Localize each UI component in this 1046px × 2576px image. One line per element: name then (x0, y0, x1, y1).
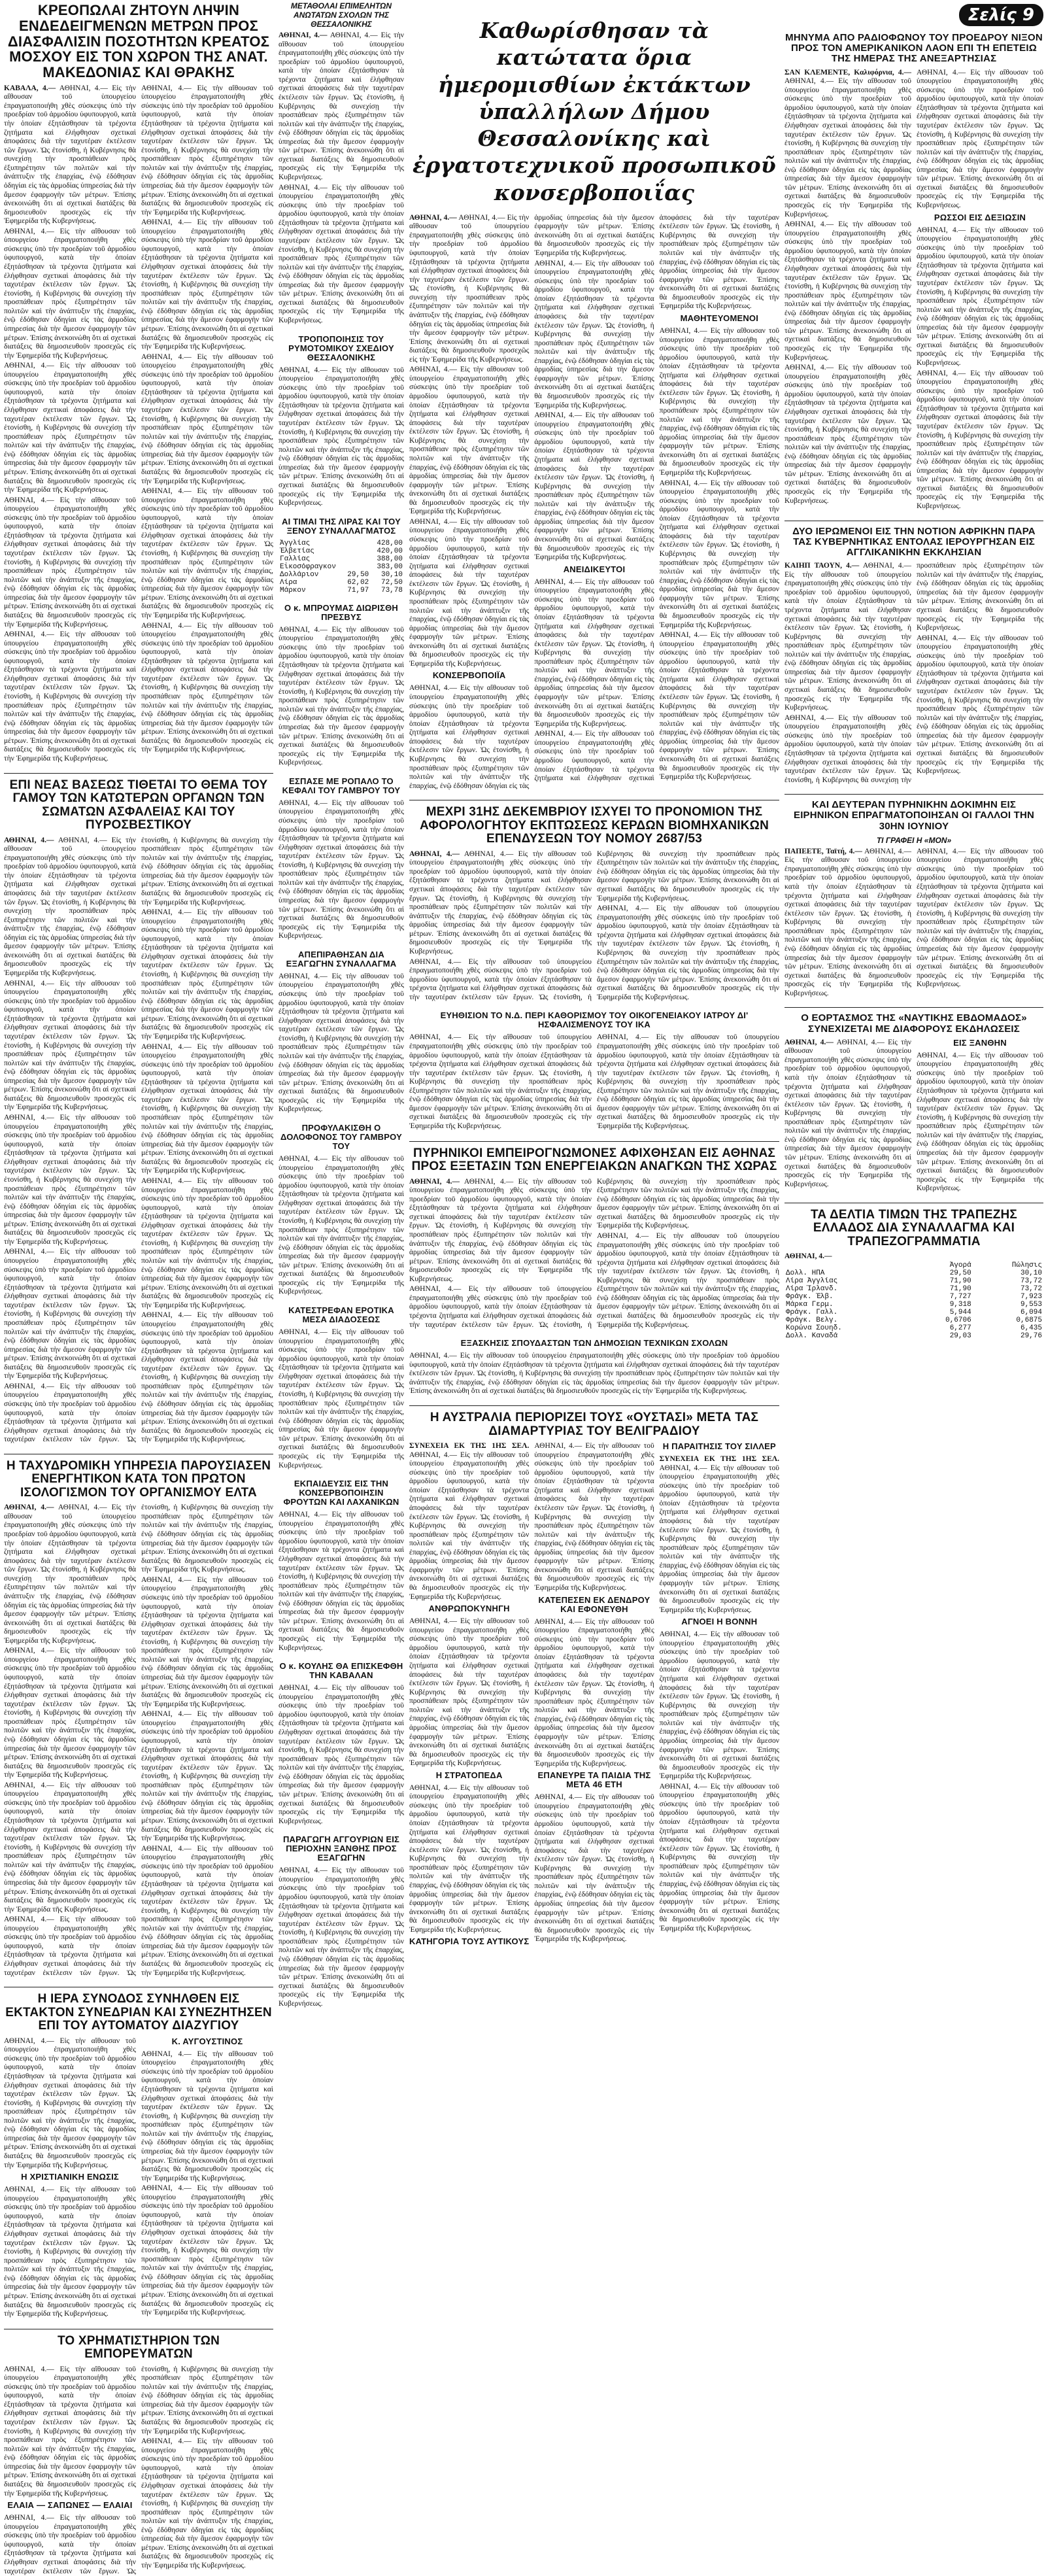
story-lead-wages (409, 17, 779, 791)
story-ambassador: Ο κ. ΜΠΡΟΥΜΑΣ ΔΙΩΡΙΣΘΗ ΠΡΕΣΒΥΣ ΑΘΗΝΑΙ, 4.— Εἰς τὴν αἴθουσαν τοῦ ὑπουργείου ἐπραγματοποιήθη χθὲς σύσκεψις ὑπὸ τὴν προεδρίαν τοῦ ἁρμοδίου ὑφυπουργοῦ, κατὰ τὴν ὁποίαν ἐξητάσθησαν τὰ τρέχοντα ζητήματα καὶ ἐλήφθησαν σχετικαὶ ἀποφάσεις διὰ τὴν ταχυτέραν ἐκτέλεσιν τῶν ἔργων. Ὡς ἐτονίσθη, ἡ Κυβέρνησις θὰ συνεχίσῃ τὴν προσπάθειαν πρὸς ἐξυπηρέτησιν τῶν πολιτῶν καὶ τὴν ἀνάπτυξιν τῆς ἐπαρχίας, ἐνῷ ἐδόθησαν ὁδηγίαι εἰς τὰς ἁρμοδίας ὑπηρεσίας διὰ τὴν ἄμεσον ἐφαρμογὴν τῶν μέτρων. Ἐπίσης ἀνεκοινώθη ὅτι αἱ σχετικαὶ διατάξεις θὰ δημοσιευθοῦν προσεχῶς εἰς τὴν Ἐφημερίδα τῆς Κυβερνήσεως. (278, 602, 404, 767)
column-1 (4, 0, 273, 2575)
story-transfers: ΜΕΤΑΘΟΛΑΙ ΕΠΙΜΕΛΗΤΩΝ ΑΝΩΤΑΤΩΝ ΣΧΟΛΩΝ ΤΗΣ ΘΕΣΣΑΛΟΝΙΚΗΣ ΑΘΗΝΑΙ, 4.— ΑΘΗΝΑΙ, 4.— Εἰς τὴν αἴθουσαν τοῦ ὑπουργείου ἐπραγματοποιήθη χθὲς σύσκεψις ὑπὸ τὴν προεδρίαν τοῦ ἁρμοδίου ὑφυπουργοῦ, κατὰ τὴν ὁποίαν ἐξητάσθησαν τὰ τρέχοντα ζητήματα καὶ ἐλήφθησαν σχετικαὶ ἀποφάσεις διὰ τὴν ταχυτέραν ἐκτέλεσιν τῶν ἔργων. Ὡς ἐτονίσθη, ἡ Κυβέρνησις θὰ συνεχίσῃ τὴν προσπάθειαν πρὸς ἐξυπηρέτησιν τῶν πολιτῶν καὶ τὴν ἀνάπτυξιν τῆς ἐπαρχίας, ἐνῷ ἐδόθησαν ὁδηγίαι εἰς τὰς ἁρμοδίας ὑπηρεσίας διὰ τὴν ἄμεσον ἐφαρμογὴν τῶν μέτρων. Ἐπίσης ἀνεκοινώθη ὅτι αἱ σχετικαὶ διατάξεις θὰ δημοσιευθοῦν προσεχῶς εἰς τὴν Ἐφημερίδα τῆς Κυβερνήσεως. ΑΘΗΝΑΙ, 4.— Εἰς τὴν αἴθουσαν τοῦ ὑπουργείου ἐπραγματοποιήθη χθὲς σύσκεψις ὑπὸ τὴν προεδρίαν τοῦ ἁρμοδίου ὑφυπουργοῦ, κατὰ τὴν ὁποίαν ἐξητάσθησαν τὰ τρέχοντα ζητήματα καὶ ἐλήφθησαν σχετικαὶ ἀποφάσεις διὰ τὴν ταχυτέραν ἐκτέλεσιν τῶν ἔργων. Ὡς ἐτονίσθη, ἡ Κυβέρνησις θὰ συνεχίσῃ τὴν προσπάθειαν πρὸς ἐξυπηρέτησιν τῶν πολιτῶν καὶ τὴν ἀνάπτυξιν τῆς ἐπαρχίας, ἐνῷ ἐδόθησαν ὁδηγίαι εἰς τὰς ἁρμοδίας ὑπηρεσίας διὰ τὴν ἄμεσον ἐφαρμογὴν τῶν μέτρων. Ἐπίσης ἀνεκοινώθη ὅτι αἱ σχετικαὶ διατάξεις θὰ δημοσιευθοῦν προσεχῶς εἰς τὴν Ἐφημερίδα τῆς Κυβερνήσεως. (278, 1, 404, 324)
dateline: ΚΑΒΑΛΑ, 4.— (4, 84, 56, 92)
story-currency-export: ΑΠΕΠΙΡΑΘΗΣΑΝ ΔΙΑ ΕΞΑΓΩΓΗΝ ΣΥΝΑΛΛΑΓΜΑ ΑΘΗΝΑΙ, 4.— Εἰς τὴν αἴθουσαν τοῦ ὑπουργείου ἐπραγματοποιήθη χθὲς σύσκεψις ὑπὸ τὴν προεδρίαν τοῦ ἁρμοδίου ὑφυπουργοῦ, κατὰ τὴν ὁποίαν ἐξητάσθησαν τὰ τρέχοντα ζητήματα καὶ ἐλήφθησαν σχετικαὶ ἀποφάσεις διὰ τὴν ταχυτέραν ἐκτέλεσιν τῶν ἔργων. Ὡς ἐτονίσθη, ἡ Κυβέρνησις θὰ συνεχίσῃ τὴν προσπάθειαν πρὸς ἐξυπηρέτησιν τῶν πολιτῶν καὶ τὴν ἀνάπτυξιν τῆς ἐπαρχίας, ἐνῷ ἐδόθησαν ὁδηγίαι εἰς τὰς ἁρμοδίας ὑπηρεσίας διὰ τὴν ἄμεσον ἐφαρμογὴν τῶν μέτρων. Ἐπίσης ἀνεκοινώθη ὅτι αἱ σχετικαὶ διατάξεις θὰ δημοσιευθοῦν προσεχῶς εἰς τὴν Ἐφημερίδα τῆς Κυβερνήσεως. (278, 949, 404, 1114)
headline: ΠΥΡΗΝΙΚΟΙ ΕΜΠΕΙΡΟΓΝΩΜΟΝΕΣ ΑΦΙΧΘΗΣΑΝ ΕΙΣ ΑΘΗΝΑΣ ΠΡΟΣ ΕΞΕΤΑΣΙΝ ΤΩΝ ΕΝΕΡΓΕΙΑΚΩΝ ΑΝΑΓΚΩΝ ΤΗΣ ΧΩΡΑΣ (411, 1146, 777, 1174)
subhead: Η ΣΤΡΑΤΟΠΕΔΑ (435, 1770, 503, 1780)
story-body: ΑΘΗΝΑΙ, 4.— ΑΘΗΝΑΙ, 4.— Εἰς τὴν αἴθουσαν τοῦ ὑπουργείου ἐπραγματοποιήθη χθὲς σύσκεψις ὑπὸ τὴν προεδρίαν τοῦ ἁρμοδίου ὑφυπουργοῦ, κατὰ τὴν ὁποίαν ἐξητάσθησαν τὰ τρέχοντα ζητήματα καὶ ἐλήφθησαν σχετικαὶ ἀποφάσεις διὰ τὴν ταχυτέραν ἐκτέλεσιν τῶν ἔργων. Ὡς ἐτονίσθη, ἡ Κυβέρνησις θὰ συνεχίσῃ τὴν προσπάθειαν πρὸς ἐξυπηρέτησιν τῶν πολιτῶν καὶ τὴν ἀνάπτυξιν τῆς ἐπαρχίας, ἐνῷ ἐδόθησαν ὁδηγίαι εἰς τὰς ἁρμοδίας ὑπηρεσίας διὰ τὴν ἄμεσον ἐφαρμογὴν τῶν μέτρων. Ἐπίσης ἀνεκοινώθη ὅτι αἱ σχετικαὶ διατάξεις θὰ δημοσιευθοῦν προσεχῶς εἰς τὴν Ἐφημερίδα τῆς Κυβερνήσεως. ΑΘΗΝΑΙ, 4.— Εἰς τὴν αἴθουσαν τοῦ ὑπουργείου ἐπραγματοποιήθη χθὲς σύσκεψις ὑπὸ τὴν προεδρίαν τοῦ ἁρμοδίου ὑφυπουργοῦ, κατὰ τὴν ὁποίαν ἐξητάσθησαν τὰ τρέχοντα ζητήματα καὶ ἐλήφθησαν σχετικαὶ ἀποφάσεις διὰ τὴν ταχυτέραν ἐκτέλεσιν τῶν ἔργων. Ὡς ἐτονίσθη, ἡ Κυβέρνησις θὰ συνεχίσῃ τὴν προσπάθειαν πρὸς ἐξυπηρέτησιν τῶν πολιτῶν καὶ τὴν ἀνάπτυξιν τῆς ἐπαρχίας, ἐνῷ ἐδόθησαν ὁδηγίαι εἰς τὰς ἁρμοδίας ὑπηρεσίας διὰ τὴν ἄμεσον ἐφαρμογὴν τῶν μέτρων. Ἐπίσης ἀνεκοινώθη ὅτι αἱ σχετικαὶ διατάξεις θὰ δημοσιευθοῦν προσεχῶς εἰς τὴν Ἐφημερίδα τῆς Κυβερνήσεως. ΑΘΗΝΑΙ, 4.— Εἰς τὴν αἴθουσαν τοῦ ὑπουργείου ἐπραγματοποιήθη χθὲς σύσκεψις ὑπὸ τὴν προεδρίαν τοῦ ἁρμοδίου ὑφυπουργοῦ, κατὰ τὴν ὁποίαν ἐξητάσθησαν τὰ τρέχοντα ζητήματα καὶ ἐλήφθησαν σχετικαὶ ἀποφάσεις διὰ τὴν ταχυτέραν ἐκτέλεσιν τῶν ἔργων. Ὡς ἐτονίσθη, ἡ Κυβέρνησις θὰ συνεχίσῃ τὴν προσπάθειαν πρὸς ἐξυπηρέτησιν τῶν πολιτῶν καὶ τὴν ἀνάπτυξιν τῆς ἐπαρχίας, ἐνῷ ἐδόθησαν ὁδηγίαι εἰς τὰς ἁρμοδίας ὑπηρεσίας διὰ τὴν ἄμεσον ἐφαρμογὴν τῶν μέτρων. Ἐπίσης ἀνεκοινώθη ὅτι αἱ σχετικαὶ διατάξεις θὰ δημοσιευθοῦν προσεχῶς εἰς τὴν Ἐφημερίδα τῆς Κυβερνήσεως. (409, 1177, 779, 1329)
story-body: ΑΘΗΝΑΙ, 4.— ΑΘΗΝΑΙ, 4.— Εἰς τὴν αἴθουσαν τοῦ ὑπουργείου ἐπραγματοποιήθη χθὲς σύσκεψις ὑπὸ τὴν προεδρίαν τοῦ ἁρμοδίου ὑφυπουργοῦ, κατὰ τὴν ὁποίαν ἐξητάσθησαν τὰ τρέχοντα ζητήματα καὶ ἐλήφθησαν σχετικαὶ ἀποφάσεις διὰ τὴν ταχυτέραν ἐκτέλεσιν τῶν ἔργων. Ὡς ἐτονίσθη, ἡ Κυβέρνησις θὰ συνεχίσῃ τὴν προσπάθειαν πρὸς ἐξυπηρέτησιν τῶν πολιτῶν καὶ τὴν ἀνάπτυξιν τῆς ἐπαρχίας, ἐνῷ ἐδόθησαν ὁδηγίαι εἰς τὰς ἁρμοδίας ὑπηρεσίας διὰ τὴν ἄμεσον ἐφαρμογὴν τῶν μέτρων. Ἐπίσης ἀνεκοινώθη ὅτι αἱ σχετικαὶ διατάξεις θὰ δημοσιευθοῦν προσεχῶς εἰς τὴν Ἐφημερίδα τῆς Κυβερνήσεως. ΑΘΗΝΑΙ, 4.— Εἰς τὴν αἴθουσαν τοῦ ὑπουργείου ἐπραγματοποιήθη χθὲς σύσκεψις ὑπὸ τὴν προεδρίαν τοῦ ἁρμοδίου ὑφυπουργοῦ, κατὰ τὴν ὁποίαν ἐξητάσθησαν τὰ τρέχοντα ζητήματα καὶ ἐλήφθησαν σχετικαὶ ἀποφάσεις διὰ τὴν ταχυτέραν ἐκτέλεσιν τῶν ἔργων. Ὡς ἐτονίσθη, ἡ Κυβέρνησις θὰ συνεχίσῃ τὴν προσπάθειαν πρὸς ἐξυπηρέτησιν τῶν πολιτῶν καὶ τὴν ἀνάπτυξιν τῆς ἐπαρχίας, ἐνῷ ἐδόθησαν ὁδηγίαι εἰς τὰς ἁρμοδίας ὑπηρεσίας διὰ τὴν ἄμεσον ἐφαρμογὴν τῶν μέτρων. Ἐπίσης ἀνεκοινώθη ὅτι αἱ σχετικαὶ διατάξεις θὰ δημοσιευθοῦν προσεχῶς εἰς τὴν Ἐφημερίδα τῆς Κυβερνήσεως. ΑΘΗΝΑΙ, 4.— Εἰς τὴν αἴθουσαν τοῦ ὑπουργείου ἐπραγματοποιήθη χθὲς σύσκεψις ὑπὸ τὴν προεδρίαν τοῦ ἁρμοδίου ὑφυπουργοῦ, κατὰ τὴν ὁποίαν ἐξητάσθησαν τὰ τρέχοντα ζητήματα καὶ ἐλήφθησαν σχετικαὶ ἀποφάσεις διὰ τὴν ταχυτέραν ἐκτέλεσιν τῶν ἔργων. Ὡς ἐτονίσθη, ἡ Κυβέρνησις θὰ συνεχίσῃ τὴν προσπάθειαν πρὸς ἐξυπηρέτησιν τῶν πολιτῶν καὶ τὴν ἀνάπτυξιν τῆς ἐπαρχίας, ἐνῷ ἐδόθησαν ὁδηγίαι εἰς τὰς ἁρμοδίας ὑπηρεσίας διὰ τὴν ἄμεσον ἐφαρμογὴν τῶν μέτρων. Ἐπίσης ἀνεκοινώθη ὅτι αἱ σχετικαὶ διατάξεις θὰ δημοσιευθοῦν προσεχῶς εἰς τὴν Ἐφημερίδα τῆς Κυβερνήσεως. (409, 850, 779, 1001)
story-naval-week (785, 1013, 1043, 1193)
headline: Ο κ. ΚΟΥΛΗΣ ΘΑ ΕΠΙΣΚΕΦΘΗ ΤΗΝ ΚΑΒΑΛΑΝ (279, 1661, 403, 1681)
story-body: ΑΘΗΝΑΙ, 4.— ΑΘΗΝΑΙ, 4.— Εἰς τὴν αἴθουσαν τοῦ ὑπουργείου ἐπραγματοποιήθη χθὲς σύσκεψις ὑπὸ τὴν προεδρίαν τοῦ ἁρμοδίου ὑφυπουργοῦ, κατὰ τὴν ὁποίαν ἐξητάσθησαν τὰ τρέχοντα ζητήματα καὶ ἐλήφθησαν σχετικαὶ ἀποφάσεις διὰ τὴν ταχυτέραν ἐκτέλεσιν τῶν ἔργων. Ὡς ἐτονίσθη, ἡ Κυβέρνησις θὰ συνεχίσῃ τὴν προσπάθειαν πρὸς ἐξυπηρέτησιν τῶν πολιτῶν καὶ τὴν ἀνάπτυξιν τῆς ἐπαρχίας, ἐνῷ ἐδόθησαν ὁδηγίαι εἰς τὰς ἁρμοδίας ὑπηρεσίας διὰ τὴν ἄμεσον ἐφαρμογὴν τῶν μέτρων. Ἐπίσης ἀνεκοινώθη ὅτι αἱ σχετικαὶ διατάξεις θὰ δημοσιευθοῦν προσεχῶς εἰς τὴν Ἐφημερίδα τῆς Κυβερνήσεως. ΑΘΗΝΑΙ, 4.— Εἰς τὴν αἴθουσαν τοῦ ὑπουργείου ἐπραγματοποιήθη χθὲς σύσκεψις ὑπὸ τὴν προεδρίαν τοῦ ἁρμοδίου ὑφυπουργοῦ, κατὰ τὴν ὁποίαν ἐξητάσθησαν τὰ τρέχοντα ζητήματα καὶ ἐλήφθησαν σχετικαὶ ἀποφάσεις διὰ τὴν ταχυτέραν ἐκτέλεσιν τῶν ἔργων. Ὡς ἐτονίσθη, ἡ Κυβέρνησις θὰ συνεχίσῃ τὴν προσπάθειαν πρὸς ἐξυπηρέτησιν τῶν πολιτῶν καὶ τὴν ἀνάπτυξιν τῆς ἐπαρχίας, ἐνῷ ἐδόθησαν ὁδηγίαι εἰς τὰς ἁρμοδίας ὑπηρεσίας διὰ τὴν ἄμεσον ἐφαρμογὴν τῶν μέτρων. Ἐπίσης ἀνεκοινώθη ὅτι αἱ σχετικαὶ διατάξεις θὰ δημοσιευθοῦν προσεχῶς εἰς τὴν Ἐφημερίδα τῆς Κυβερνήσεως. ΑΘΗΝΑΙ, 4.— Εἰς τὴν αἴθουσαν τοῦ ὑπουργείου ἐπραγματοποιήθη χθὲς σύσκεψις ὑπὸ τὴν προεδρίαν τοῦ ἁρμοδίου ὑφυπουργοῦ, κατὰ τὴν ὁποίαν ἐξητάσθησαν τὰ τρέχοντα ζητήματα καὶ ἐλήφθησαν σχετικαὶ ἀποφάσεις διὰ τὴν ταχυτέραν ἐκτέλεσιν τῶν ἔργων. Ὡς ἐτονίσθη, ἡ Κυβέρνησις θὰ συνεχίσῃ τὴν προσπάθειαν πρὸς ἐξυπηρέτησιν τῶν πολιτῶν καὶ τὴν ἀνάπτυξιν τῆς ἐπαρχίας, ἐνῷ ἐδόθησαν ὁδηγίαι εἰς τὰς ἁρμοδίας ὑπηρεσίας διὰ τὴν ἄμεσον ἐφαρμογὴν τῶν μέτρων. Ἐπίσης ἀνεκοινώθη ὅτι αἱ σχετικαὶ διατάξεις θὰ δημοσιευθοῦν προσεχῶς εἰς τὴν Ἐφημερίδα τῆς Κυβερνήσεως. ΑΘΗΝΑΙ, 4.— Εἰς τὴν αἴθουσαν τοῦ ὑπουργείου ἐπραγματοποιήθη χθὲς σύσκεψις ὑπὸ τὴν προεδρίαν τοῦ ἁρμοδίου ὑφυπουργοῦ, κατὰ τὴν ὁποίαν ἐξητάσθησαν τὰ τρέχοντα ζητήματα καὶ ἐλήφθησαν σχετικαὶ ἀποφάσεις διὰ τὴν ταχυτέραν ἐκτέλεσιν τῶν ἔργων. Ὡς ἐτονίσθη, ἡ Κυβέρνησις θὰ συνεχίσῃ τὴν προσπάθειαν πρὸς ἐξυπηρέτησιν τῶν πολιτῶν καὶ τὴν ἀνάπτυξιν τῆς ἐπαρχίας, ἐνῷ ἐδόθησαν ὁδηγίαι εἰς τὰς ἁρμοδίας ὑπηρεσίας διὰ τὴν ἄμεσον ἐφαρμογὴν τῶν μέτρων. Ἐπίσης ἀνεκοινώθη ὅτι αἱ σχετικαὶ διατάξεις θὰ δημοσιευθοῦν προσεχῶς εἰς τὴν Ἐφημερίδα τῆς Κυβερνήσεως. ΑΘΗΝΑΙ, 4.— Εἰς τὴν αἴθουσαν τοῦ ὑπουργείου ἐπραγματοποιήθη χθὲς σύσκεψις ὑπὸ τὴν προεδρίαν τοῦ ἁρμοδίου ὑφυπουργοῦ, κατὰ τὴν ὁποίαν ἐξητάσθησαν τὰ τρέχοντα ζητήματα καὶ ἐλήφθησαν σχετικαὶ ἀποφάσεις διὰ τὴν ταχυτέραν ἐκτέλεσιν τῶν ἔργων. Ὡς ἐτονίσθη, ἡ Κυβέρνησις θὰ συνεχίσῃ τὴν προσπάθειαν πρὸς ἐξυπηρέτησιν τῶν πολιτῶν καὶ τὴν ἀνάπτυξιν τῆς ἐπαρχίας, ἐνῷ ἐδόθησαν ὁδηγίαι εἰς τὰς ἁρμοδίας ὑπηρεσίας διὰ τὴν ἄμεσον ἐφαρμογὴν τῶν μέτρων. Ἐπίσης ἀνεκοινώθη ὅτι αἱ σχετικαὶ διατάξεις θὰ δημοσιευθοῦν προσεχῶς εἰς τὴν Ἐφημερίδα τῆς Κυβερνήσεως. ΑΘΗΝΑΙ, 4.— Εἰς τὴν αἴθουσαν τοῦ ὑπουργείου ἐπραγματοποιήθη χθὲς σύσκεψις ὑπὸ τὴν προεδρίαν τοῦ ἁρμοδίου ὑφυπουργοῦ, κατὰ τὴν ὁποίαν ἐξητάσθησαν τὰ τρέχοντα ζητήματα καὶ ἐλήφθησαν σχετικαὶ ἀποφάσεις διὰ τὴν ταχυτέραν ἐκτέλεσιν τῶν ἔργων. Ὡς ἐτονίσθη, ἡ Κυβέρνησις θὰ συνεχίσῃ τὴν προσπάθειαν πρὸς ἐξυπηρέτησιν τῶν πολιτῶν καὶ τὴν ἀνάπτυξιν τῆς ἐπαρχίας, ἐνῷ ἐδόθησαν ὁδηγίαι εἰς τὰς ἁρμοδίας ὑπηρεσίας διὰ τὴν ἄμεσον ἐφαρμογὴν τῶν μέτρων. Ἐπίσης ἀνεκοινώθη ὅτι αἱ σχετικαὶ διατάξεις θὰ δημοσιευθοῦν προσεχῶς εἰς τὴν Ἐφημερίδα τῆς Κυβερνήσεως. ΑΘΗΝΑΙ, 4.— Εἰς τὴν αἴθουσαν τοῦ ὑπουργείου ἐπραγματοποιήθη χθὲς σύσκεψις ὑπὸ τὴν προεδρίαν τοῦ ἁρμοδίου ὑφυπουργοῦ, κατὰ τὴν ὁποίαν ἐξητάσθησαν τὰ τρέχοντα ζητήματα καὶ ἐλήφθησαν σχετικαὶ ἀποφάσεις διὰ τὴν ταχυτέραν ἐκτέλεσιν τῶν ἔργων. Ὡς ἐτονίσθη, ἡ Κυβέρνησις θὰ συνεχίσῃ τὴν προσπάθειαν πρὸς ἐξυπηρέτησιν τῶν πολιτῶν καὶ τὴν ἀνάπτυξιν τῆς ἐπαρχίας, ἐνῷ ἐδόθησαν ὁδηγίαι εἰς τὰς ἁρμοδίας ὑπηρεσίας διὰ τὴν ἄμεσον ἐφαρμογὴν τῶν μέτρων. Ἐπίσης ἀνεκοινώθη ὅτι αἱ σχετικαὶ διατάξεις θὰ δημοσιευθοῦν προσεχῶς εἰς τὴν Ἐφημερίδα τῆς Κυβερνήσεως. (4, 1503, 273, 1977)
divider (409, 1141, 779, 1142)
headline: Η ΠΑΡΑΙΤΗΣΙΣ ΤΟΥ ΣΙΛΛΕΡ (662, 1441, 776, 1452)
headline: ΜΗΝΥΜΑ ΑΠΟ ΡΑΔΙΟΦΩΝΟΥ ΤΟΥ ΠΡΟΕΔΡΟΥ ΝΙΞΟΝ ΠΡΟΣ ΤΟΝ ΑΜΕΡΙΚΑΝΙΚΟΝ ΛΑΟΝ ΕΠΙ ΤΗ ΕΠΕΤΕΙΩ ΤΗΣ ΗΜΕΡΑΣ ΤΗΣ ΑΝΕΞΑΡΤΗΣΙΑΣ (785, 32, 1043, 65)
story-commodities (4, 2335, 273, 2576)
divider (4, 773, 273, 774)
headline: ΕΣΠΑΣΕ ΜΕ ΡΟΠΑΛΟ ΤΟ ΚΕΦΑΛΙ ΤΟΥ ΓΑΜΒΡΟΥ ΤΟΥ (282, 776, 401, 795)
table-row: Δολλ. Καναδά 29,03 29,76 (786, 1331, 1042, 1340)
table-row: Φράγκ. Ἑλβ. 7,727 7,923 (786, 1292, 1042, 1301)
story-club: ΕΣΠΑΣΕ ΜΕ ΡΟΠΑΛΟ ΤΟ ΚΕΦΑΛΙ ΤΟΥ ΓΑΜΒΡΟΥ ΤΟΥ ΑΘΗΝΑΙ, 4.— Εἰς τὴν αἴθουσαν τοῦ ὑπουργείου ἐπραγματοποιήθη χθὲς σύσκεψις ὑπὸ τὴν προεδρίαν τοῦ ἁρμοδίου ὑφυπουργοῦ, κατὰ τὴν ὁποίαν ἐξητάσθησαν τὰ τρέχοντα ζητήματα καὶ ἐλήφθησαν σχετικαὶ ἀποφάσεις διὰ τὴν ταχυτέραν ἐκτέλεσιν τῶν ἔργων. Ὡς ἐτονίσθη, ἡ Κυβέρνησις θὰ συνεχίσῃ τὴν προσπάθειαν πρὸς ἐξυπηρέτησιν τῶν πολιτῶν καὶ τὴν ἀνάπτυξιν τῆς ἐπαρχίας, ἐνῷ ἐδόθησαν ὁδηγίαι εἰς τὰς ἁρμοδίας ὑπηρεσίας διὰ τὴν ἄμεσον ἐφαρμογὴν τῶν μέτρων. Ἐπίσης ἀνεκοινώθη ὅτι αἱ σχετικαὶ διατάξεις θὰ δημοσιευθοῦν προσεχῶς εἰς τὴν Ἐφημερίδα τῆς Κυβερνήσεως. (278, 776, 404, 940)
story-synod (4, 1993, 273, 2319)
divider (785, 794, 1043, 795)
column-2 (278, 0, 404, 2008)
column-4 (785, 0, 1043, 1547)
divider (785, 1007, 1043, 1008)
table-row: Εἰκοσόφραγκον 383,00 (280, 562, 403, 571)
story-nixon (785, 33, 1043, 511)
headline: ΠΑΡΑΓΩΓΗ ΑΓΓΟΥΡΙΩΝ ΕΙΣ ΠΕΡΙΟΧΗΝ ΞΑΝΘΗΣ ΠΡΟΣ ΕΞΑΓΩΓΗΝ (282, 1834, 400, 1863)
subhead: ΑΝΕΙΔΙΚΕΥΤΟΙ (563, 564, 626, 574)
story-canning-training: ΕΚΠΑΙΔΕΥΣΙΣ ΕΙΣ ΤΗΝ ΚΟΝΣΕΡΒΟΠΟΙΗΣΙΝ ΦΡΟΥΤΩΝ ΚΑΙ ΛΑΧΑΝΙΚΩΝ ΑΘΗΝΑΙ, 4.— Εἰς τὴν αἴθουσαν τοῦ ὑπουργείου ἐπραγματοποιήθη χθὲς σύσκεψις ὑπὸ τὴν προεδρίαν τοῦ ἁρμοδίου ὑφυπουργοῦ, κατὰ τὴν ὁποίαν ἐξητάσθησαν τὰ τρέχοντα ζητήματα καὶ ἐλήφθησαν σχετικαὶ ἀποφάσεις διὰ τὴν ταχυτέραν ἐκτέλεσιν τῶν ἔργων. Ὡς ἐτονίσθη, ἡ Κυβέρνησις θὰ συνεχίσῃ τὴν προσπάθειαν πρὸς ἐξυπηρέτησιν τῶν πολιτῶν καὶ τὴν ἀνάπτυξιν τῆς ἐπαρχίας, ἐνῷ ἐδόθησαν ὁδηγίαι εἰς τὰς ἁρμοδίας ὑπηρεσίας διὰ τὴν ἄμεσον ἐφαρμογὴν τῶν μέτρων. Ἐπίσης ἀνεκοινώθη ὅτι αἱ σχετικαὶ διατάξεις θὰ δημοσιευθοῦν προσεχῶς εἰς τὴν Ἐφημερίδα τῆς Κυβερνήσεως. (278, 1479, 404, 1652)
headline: ΕΠΙ ΝΕΑΣ ΒΑΣΕΩΣ ΤΙΘΕΤΑΙ ΤΟ ΘΕΜΑ ΤΟΥ ΓΑΜΟΥ ΤΩΝ ΚΑΤΩΤΕΡΩΝ ΟΡΓΑΝΩΝ ΤΩΝ ΣΩΜΑΤΩΝ ΑΣΦΑΛΕΙΑΣ ΚΑΙ ΤΟΥ ΠΥΡΟΣΒΕΣΤΙΚΟΥ (9, 778, 268, 833)
table-row: Γαλλίας 388,00 (280, 555, 403, 563)
headline: Η ΑΥΣΤΡΑΛΙΑ ΠΕΡΙΟΡΙΖΕΙ ΤΟΥΣ «ΟΥΣΤΑΣΙ» ΜΕΤΑ ΤΑΣ ΔΙΑΜΑΡΤΥΡΙΑΣ ΤΟΥ ΒΕΛΙΓΡΑΔΙΟΥ (430, 1411, 759, 1438)
headline: ΕΥΗΘΙΣΙΟΝ ΤΟ Ν.Δ. ΠΕΡΙ ΚΑΘΟΡΙΣΜΟΥ ΤΟΥ ΟΙΚΟΓΕΝΕΙΑΚΟΥ ΙΑΤΡΟΥ ΔΙ' ΗΣΦΑΛΙΣΜΕΝΟΥΣ ΤΟΥ ΙΚΑ (440, 1010, 749, 1030)
story-body: ΠΑΠΕΕΤΕ, Ταϊτή, 4.— ΑΘΗΝΑΙ, 4.— Εἰς τὴν αἴθουσαν τοῦ ὑπουργείου ἐπραγματοποιήθη χθὲς σύσκεψις ὑπὸ τὴν προεδρίαν τοῦ ἁρμοδίου ὑφυπουργοῦ, κατὰ τὴν ὁποίαν ἐξητάσθησαν τὰ τρέχοντα ζητήματα καὶ ἐλήφθησαν σχετικαὶ ἀποφάσεις διὰ τὴν ταχυτέραν ἐκτέλεσιν τῶν ἔργων. Ὡς ἐτονίσθη, ἡ Κυβέρνησις θὰ συνεχίσῃ τὴν προσπάθειαν πρὸς ἐξυπηρέτησιν τῶν πολιτῶν καὶ τὴν ἀνάπτυξιν τῆς ἐπαρχίας, ἐνῷ ἐδόθησαν ὁδηγίαι εἰς τὰς ἁρμοδίας ὑπηρεσίας διὰ τὴν ἄμεσον ἐφαρμογὴν τῶν μέτρων. Ἐπίσης ἀνεκοινώθη ὅτι αἱ σχετικαὶ διατάξεις θὰ δημοσιευθοῦν προσεχῶς εἰς τὴν Ἐφημερίδα τῆς Κυβερνήσεως. ΑΘΗΝΑΙ, 4.— Εἰς τὴν αἴθουσαν τοῦ ὑπουργείου ἐπραγματοποιήθη χθὲς σύσκεψις ὑπὸ τὴν προεδρίαν τοῦ ἁρμοδίου ὑφυπουργοῦ, κατὰ τὴν ὁποίαν ἐξητάσθησαν τὰ τρέχοντα ζητήματα καὶ ἐλήφθησαν σχετικαὶ ἀποφάσεις διὰ τὴν ταχυτέραν ἐκτέλεσιν τῶν ἔργων. Ὡς ἐτονίσθη, ἡ Κυβέρνησις θὰ συνεχίσῃ τὴν προσπάθειαν πρὸς ἐξυπηρέτησιν τῶν πολιτῶν καὶ τὴν ἀνάπτυξιν τῆς ἐπαρχίας, ἐνῷ ἐδόθησαν ὁδηγίαι εἰς τὰς ἁρμοδίας ὑπηρεσίας διὰ τὴν ἄμεσον ἐφαρμογὴν τῶν μέτρων. Ἐπίσης ἀνεκοινώθη ὅτι αἱ σχετικαὶ διατάξεις θὰ δημοσιευθοῦν προσεχῶς εἰς τὴν Ἐφημερίδα τῆς Κυβερνήσεως. (785, 847, 1043, 997)
headline: ΕΚΠΑΙΔΕΥΣΙΣ ΕΙΣ ΤΗΝ ΚΟΝΣΕΡΒΟΠΟΙΗΣΙΝ ΦΡΟΥΤΩΝ ΚΑΙ ΛΑΧΑΝΙΚΩΝ (283, 1479, 399, 1507)
rates-table-2 (278, 571, 404, 594)
subhead: ΜΑΘΗΤΕΥΟΜΕΝΟΙ (680, 313, 759, 323)
story-security-marriage (4, 779, 273, 1445)
divider (409, 1405, 779, 1406)
headline: ΑΙ ΤΙΜΑΙ ΤΗΣ ΛΙΡΑΣ ΚΑΙ ΤΟΥ ΞΕΝΟΥ ΣΥΝΑΛΛΑΓΜΑΤΟΣ (282, 516, 401, 536)
table-row: Φράγκ. Γαλλ. 5,944 6,094 (786, 1308, 1042, 1316)
subhead: ΚΟΝΣΕΡΒΟΠΟΙΪΑ (432, 670, 506, 681)
headline: ΕΞΑΣΚΗΣΙΣ ΣΠΟΥΔΑΣΤΩΝ ΤΩΝ ΔΗΜΟΣΙΩΝ ΤΕΧΝΙΚΩΝ ΣΧΟΛΩΝ (460, 1338, 728, 1348)
table-row: Λίρα Ἀγγλίας 71,90 73,72 (786, 1277, 1042, 1285)
story-elta (4, 1460, 273, 1978)
headline: Η ΙΕΡΑ ΣΥΝΟΔΟΣ ΣΥΝΗΛΘΕΝ ΕΙΣ ΕΚΤΑΚΤΟΝ ΣΥΝΕΔΡΙΑΝ ΚΑΙ ΣΥΝΕΖΗΤΗΣΕΝ ΕΠΙ ΤΟΥ ΑΥΤΟΜΑΤΟΥ ΔΙΑΖΥΓΙΟΥ (5, 1992, 272, 2033)
story-body: ΣΑΝ ΚΛΕΜΕΝΤΕ, Καλιφόρνια, 4.— ΑΘΗΝΑΙ, 4.— Εἰς τὴν αἴθουσαν τοῦ ὑπουργείου ἐπραγματοποιήθη χθὲς σύσκεψις ὑπὸ τὴν προεδρίαν τοῦ ἁρμοδίου ὑφυπουργοῦ, κατὰ τὴν ὁποίαν ἐξητάσθησαν τὰ τρέχοντα ζητήματα καὶ ἐλήφθησαν σχετικαὶ ἀποφάσεις διὰ τὴν ταχυτέραν ἐκτέλεσιν τῶν ἔργων. Ὡς ἐτονίσθη, ἡ Κυβέρνησις θὰ συνεχίσῃ τὴν προσπάθειαν πρὸς ἐξυπηρέτησιν τῶν πολιτῶν καὶ τὴν ἀνάπτυξιν τῆς ἐπαρχίας, ἐνῷ ἐδόθησαν ὁδηγίαι εἰς τὰς ἁρμοδίας ὑπηρεσίας διὰ τὴν ἄμεσον ἐφαρμογὴν τῶν μέτρων. Ἐπίσης ἀνεκοινώθη ὅτι αἱ σχετικαὶ διατάξεις θὰ δημοσιευθοῦν προσεχῶς εἰς τὴν Ἐφημερίδα τῆς Κυβερνήσεως. ΑΘΗΝΑΙ, 4.— Εἰς τὴν αἴθουσαν τοῦ ὑπουργείου ἐπραγματοποιήθη χθὲς σύσκεψις ὑπὸ τὴν προεδρίαν τοῦ ἁρμοδίου ὑφυπουργοῦ, κατὰ τὴν ὁποίαν ἐξητάσθησαν τὰ τρέχοντα ζητήματα καὶ ἐλήφθησαν σχετικαὶ ἀποφάσεις διὰ τὴν ταχυτέραν ἐκτέλεσιν τῶν ἔργων. Ὡς ἐτονίσθη, ἡ Κυβέρνησις θὰ συνεχίσῃ τὴν προσπάθειαν πρὸς ἐξυπηρέτησιν τῶν πολιτῶν καὶ τὴν ἀνάπτυξιν τῆς ἐπαρχίας, ἐνῷ ἐδόθησαν ὁδηγίαι εἰς τὰς ἁρμοδίας ὑπηρεσίας διὰ τὴν ἄμεσον ἐφαρμογὴν τῶν μέτρων. Ἐπίσης ἀνεκοινώθη ὅτι αἱ σχετικαὶ διατάξεις θὰ δημοσιευθοῦν προσεχῶς εἰς τὴν Ἐφημερίδα τῆς Κυβερνήσεως. ΑΘΗΝΑΙ, 4.— Εἰς τὴν αἴθουσαν τοῦ ὑπουργείου ἐπραγματοποιήθη χθὲς σύσκεψις ὑπὸ τὴν προεδρίαν τοῦ ἁρμοδίου ὑφυπουργοῦ, κατὰ τὴν ὁποίαν ἐξητάσθησαν τὰ τρέχοντα ζητήματα καὶ ἐλήφθησαν σχετικαὶ ἀποφάσεις διὰ τὴν ταχυτέραν ἐκτέλεσιν τῶν ἔργων. Ὡς ἐτονίσθη, ἡ Κυβέρνησις θὰ συνεχίσῃ τὴν προσπάθειαν πρὸς ἐξυπηρέτησιν τῶν πολιτῶν καὶ τὴν ἀνάπτυξιν τῆς ἐπαρχίας, ἐνῷ ἐδόθησαν ὁδηγίαι εἰς τὰς ἁρμοδίας ὑπηρεσίας διὰ τὴν ἄμεσον ἐφαρμογὴν τῶν μέτρων. Ἐπίσης ἀνεκοινώθη ὅτι αἱ σχετικαὶ διατάξεις θὰ δημοσιευθοῦν προσεχῶς εἰς τὴν Ἐφημερίδα τῆς Κυβερνήσεως. ΑΘΗΝΑΙ, 4.— Εἰς τὴν αἴθουσαν τοῦ ὑπουργείου ἐπραγματοποιήθη χθὲς σύσκεψις ὑπὸ τὴν προεδρίαν τοῦ ἁρμοδίου ὑφυπουργοῦ, κατὰ τὴν ὁποίαν ἐξητάσθησαν τὰ τρέχοντα ζητήματα καὶ ἐλήφθησαν σχετικαὶ ἀποφάσεις διὰ τὴν ταχυτέραν ἐκτέλεσιν τῶν ἔργων. Ὡς ἐτονίσθη, ἡ Κυβέρνησις θὰ συνεχίσῃ τὴν προσπάθειαν πρὸς ἐξυπηρέτησιν τῶν πολιτῶν καὶ τὴν ἀνάπτυξιν τῆς ἐπαρχίας, ἐνῷ ἐδόθησαν ὁδηγίαι εἰς τὰς ἁρμοδίας ὑπηρεσίας διὰ τὴν ἄμεσον ἐφαρμογὴν τῶν μέτρων. Ἐπίσης ἀνεκοινώθη ὅτι αἱ σχετικαὶ διατάξεις θὰ δημοσιευθοῦν προσεχῶς εἰς τὴν Ἐφημερίδα τῆς Κυβερνήσεως. ΡΩΣΣΟΙ ΕΙΣ ΔΕΞΙΩΣΙΝ ΑΘΗΝΑΙ, 4.— Εἰς τὴν αἴθουσαν τοῦ ὑπουργείου ἐπραγματοποιήθη χθὲς σύσκεψις ὑπὸ τὴν προεδρίαν τοῦ ἁρμοδίου ὑφυπουργοῦ, κατὰ τὴν ὁποίαν ἐξητάσθησαν τὰ τρέχοντα ζητήματα καὶ ἐλήφθησαν σχετικαὶ ἀποφάσεις διὰ τὴν ταχυτέραν ἐκτέλεσιν τῶν ἔργων. Ὡς ἐτονίσθη, ἡ Κυβέρνησις θὰ συνεχίσῃ τὴν προσπάθειαν πρὸς ἐξυπηρέτησιν τῶν πολιτῶν καὶ τὴν ἀνάπτυξιν τῆς ἐπαρχίας, ἐνῷ ἐδόθησαν ὁδηγίαι εἰς τὰς ἁρμοδίας ὑπηρεσίας διὰ τὴν ἄμεσον ἐφαρμογὴν τῶν μέτρων. Ἐπίσης ἀνεκοινώθη ὅτι αἱ σχετικαὶ διατάξεις θὰ δημοσιευθοῦν προσεχῶς εἰς τὴν Ἐφημερίδα τῆς Κυβερνήσεως. ΑΘΗΝΑΙ, 4.— Εἰς τὴν αἴθουσαν τοῦ ὑπουργείου ἐπραγματοποιήθη χθὲς σύσκεψις ὑπὸ τὴν προεδρίαν τοῦ ἁρμοδίου ὑφυπουργοῦ, κατὰ τὴν ὁποίαν ἐξητάσθησαν τὰ τρέχοντα ζητήματα καὶ ἐλήφθησαν σχετικαὶ ἀποφάσεις διὰ τὴν ταχυτέραν ἐκτέλεσιν τῶν ἔργων. Ὡς ἐτονίσθη, ἡ Κυβέρνησις θὰ συνεχίσῃ τὴν προσπάθειαν πρὸς ἐξυπηρέτησιν τῶν πολιτῶν καὶ τὴν ἀνάπτυξιν τῆς ἐπαρχίας, ἐνῷ ἐδόθησαν ὁδηγίαι εἰς τὰς ἁρμοδίας ὑπηρεσίας διὰ τὴν ἄμεσον ἐφαρμογὴν τῶν μέτρων. Ἐπίσης ἀνεκοινώθη ὅτι αἱ σχετικαὶ διατάξεις θὰ δημοσιευθοῦν προσεχῶς εἰς τὴν Ἐφημερίδα τῆς Κυβερνήσεως. (785, 68, 1043, 511)
headline: ΤΑ ΔΕΛΤΙΑ ΤΙΜΩΝ ΤΗΣ ΤΡΑΠΕΖΗΣ ΕΛΛΑΔΟΣ ΔΙΑ ΣΥΝΑΛΛΑΓΜΑ ΚΑΙ ΤΡΑΠΕΖΟΓΡΑΜΜΑΤΙΑ (810, 1207, 1018, 1248)
story-tax-exemption (409, 806, 779, 1002)
story-body: ΑΘΗΝΑΙ, 4.— ΑΘΗΝΑΙ, 4.— Εἰς τὴν αἴθουσαν τοῦ ὑπουργείου ἐπραγματοποιήθη χθὲς σύσκεψις ὑπὸ τὴν προεδρίαν τοῦ ἁρμοδίου ὑφυπουργοῦ, κατὰ τὴν ὁποίαν ἐξητάσθησαν τὰ τρέχοντα ζητήματα καὶ ἐλήφθησαν σχετικαὶ ἀποφάσεις διὰ τὴν ταχυτέραν ἐκτέλεσιν τῶν ἔργων. Ὡς ἐτονίσθη, ἡ Κυβέρνησις θὰ συνεχίσῃ τὴν προσπάθειαν πρὸς ἐξυπηρέτησιν τῶν πολιτῶν καὶ τὴν ἀνάπτυξιν τῆς ἐπαρχίας, ἐνῷ ἐδόθησαν ὁδηγίαι εἰς τὰς ἁρμοδίας ὑπηρεσίας διὰ τὴν ἄμεσον ἐφαρμογὴν τῶν μέτρων. Ἐπίσης ἀνεκοινώθη ὅτι αἱ σχετικαὶ διατάξεις θὰ δημοσιευθοῦν προσεχῶς εἰς τὴν Ἐφημερίδα τῆς Κυβερνήσεως. ΕΙΣ ΞΑΝΘΗΝ ΑΘΗΝΑΙ, 4.— Εἰς τὴν αἴθουσαν τοῦ ὑπουργείου ἐπραγματοποιήθη χθὲς σύσκεψις ὑπὸ τὴν προεδρίαν τοῦ ἁρμοδίου ὑφυπουργοῦ, κατὰ τὴν ὁποίαν ἐξητάσθησαν τὰ τρέχοντα ζητήματα καὶ ἐλήφθησαν σχετικαὶ ἀποφάσεις διὰ τὴν ταχυτέραν ἐκτέλεσιν τῶν ἔργων. Ὡς ἐτονίσθη, ἡ Κυβέρνησις θὰ συνεχίσῃ τὴν προσπάθειαν πρὸς ἐξυπηρέτησιν τῶν πολιτῶν καὶ τὴν ἀνάπτυξιν τῆς ἐπαρχίας, ἐνῷ ἐδόθησαν ὁδηγίαι εἰς τὰς ἁρμοδίας ὑπηρεσίας διὰ τὴν ἄμεσον ἐφαρμογὴν τῶν μέτρων. Ἐπίσης ἀνεκοινώθη ὅτι αἱ σχετικαὶ διατάξεις θὰ δημοσιευθοῦν προσεχῶς εἰς τὴν Ἐφημερίδα τῆς Κυβερνήσεως. (785, 1037, 1043, 1193)
headline: ΔΥΟ ΙΕΡΩΜΕΝΟΙ ΕΙΣ ΤΗΝ ΝΟΤΙΟΝ ΑΦΡΙΚΗΝ ΠΑΡΑ ΤΑΣ ΚΥΒΕΡΝΗΤΙΚΑΣ ΕΝΤΟΛΑΣ ΙΕΡΟΥΡΓΗΣΑΝ ΕΙΣ ΑΓΓΛΙΚΑΝΙΚΗΝ ΕΚΚΛΗΣΙΑΝ (792, 525, 1036, 558)
story-body: ΑΘΗΝΑΙ, 4.— Εἰς τὴν αἴθουσαν τοῦ ὑπουργείου ἐπραγματοποιήθη χθὲς σύσκεψις ὑπὸ τὴν προεδρίαν τοῦ ἁρμοδίου ὑφυπουργοῦ, κατὰ τὴν ὁποίαν ἐξητάσθησαν τὰ τρέχοντα ζητήματα καὶ ἐλήφθησαν σχετικαὶ ἀποφάσεις διὰ τὴν ταχυτέραν ἐκτέλεσιν τῶν ἔργων. Ὡς ἐτονίσθη, ἡ Κυβέρνησις θὰ συνεχίσῃ τὴν προσπάθειαν πρὸς ἐξυπηρέτησιν τῶν πολιτῶν καὶ τὴν ἀνάπτυξιν τῆς ἐπαρχίας, ἐνῷ ἐδόθησαν ὁδηγίαι εἰς τὰς ἁρμοδίας ὑπηρεσίας διὰ τὴν ἄμεσον ἐφαρμογὴν τῶν μέτρων. Ἐπίσης ἀνεκοινώθη ὅτι αἱ σχετικαὶ διατάξεις θὰ δημοσιευθοῦν προσεχῶς εἰς τὴν Ἐφημερίδα τῆς Κυβερνήσεως. ΕΛΑΙΑ — ΣΑΠΩΝΕΣ — ΕΛΑΙΑΙ ΑΘΗΝΑΙ, 4.— Εἰς τὴν αἴθουσαν τοῦ ὑπουργείου ἐπραγματοποιήθη χθὲς σύσκεψις ὑπὸ τὴν προεδρίαν τοῦ ἁρμοδίου ὑφυπουργοῦ, κατὰ τὴν ὁποίαν ἐξητάσθησαν τὰ τρέχοντα ζητήματα καὶ ἐλήφθησαν σχετικαὶ ἀποφάσεις διὰ τὴν ταχυτέραν ἐκτέλεσιν τῶν ἔργων. Ὡς ἐτονίσθη, ἡ Κυβέρνησις θὰ συνεχίσῃ τὴν προσπάθειαν πρὸς ἐξυπηρέτησιν τῶν πολιτῶν καὶ τὴν ἀνάπτυξιν τῆς ἐπαρχίας, ἐνῷ ἐδόθησαν ὁδηγίαι εἰς τὰς ἁρμοδίας ὑπηρεσίας διὰ τὴν ἄμεσον ἐφαρμογὴν τῶν μέτρων. Ἐπίσης ἀνεκοινώθη ὅτι αἱ σχετικαὶ διατάξεις θὰ δημοσιευθοῦν προσεχῶς εἰς τὴν Ἐφημερίδα τῆς Κυβερνήσεως. ΑΘΗΝΑΙ, 4.— Εἰς τὴν αἴθουσαν τοῦ ὑπουργείου ἐπραγματοποιήθη χθὲς σύσκεψις ὑπὸ τὴν προεδρίαν τοῦ ἁρμοδίου ὑφυπουργοῦ, κατὰ τὴν ὁποίαν ἐξητάσθησαν τὰ τρέχοντα ζητήματα καὶ ἐλήφθησαν σχετικαὶ ἀποφάσεις διὰ τὴν ταχυτέραν ἐκτέλεσιν τῶν ἔργων. Ὡς ἐτονίσθη, ἡ Κυβέρνησις θὰ συνεχίσῃ τὴν προσπάθειαν πρὸς ἐξυπηρέτησιν τῶν πολιτῶν καὶ τὴν ἀνάπτυξιν τῆς ἐπαρχίας, ἐνῷ ἐδόθησαν ὁδηγίαι εἰς τὰς ἁρμοδίας ὑπηρεσίας διὰ τὴν ἄμεσον ἐφαρμογὴν τῶν μέτρων. Ἐπίσης ἀνεκοινώθη ὅτι αἱ σχετικαὶ διατάξεις θὰ δημοσιευθοῦν προσεχῶς εἰς τὴν Ἐφημερίδα τῆς Κυβερνήσεως. (4, 2365, 273, 2575)
story-body: ΑΘΗΝΑΙ, 4.— ΑΘΗΝΑΙ, 4.— Εἰς τὴν αἴθουσαν τοῦ ὑπουργείου ἐπραγματοποιήθη χθὲς σύσκεψις ὑπὸ τὴν προεδρίαν τοῦ ἁρμοδίου ὑφυπουργοῦ, κατὰ τὴν ὁποίαν ἐξητάσθησαν τὰ τρέχοντα ζητήματα καὶ ἐλήφθησαν σχετικαὶ ἀποφάσεις διὰ τὴν ταχυτέραν ἐκτέλεσιν τῶν ἔργων. Ὡς ἐτονίσθη, ἡ Κυβέρνησις θὰ συνεχίσῃ τὴν προσπάθειαν πρὸς ἐξυπηρέτησιν τῶν πολιτῶν καὶ τὴν ἀνάπτυξιν τῆς ἐπαρχίας, ἐνῷ ἐδόθησαν ὁδηγίαι εἰς τὰς ἁρμοδίας ὑπηρεσίας διὰ τὴν ἄμεσον ἐφαρμογὴν τῶν μέτρων. Ἐπίσης ἀνεκοινώθη ὅτι αἱ σχετικαὶ διατάξεις θὰ δημοσιευθοῦν προσεχῶς εἰς τὴν Ἐφημερίδα τῆς Κυβερνήσεως. ΑΘΗΝΑΙ, 4.— Εἰς τὴν αἴθουσαν τοῦ ὑπουργείου ἐπραγματοποιήθη χθὲς σύσκεψις ὑπὸ τὴν προεδρίαν τοῦ ἁρμοδίου ὑφυπουργοῦ, κατὰ τὴν ὁποίαν ἐξητάσθησαν τὰ τρέχοντα ζητήματα καὶ ἐλήφθησαν σχετικαὶ ἀποφάσεις διὰ τὴν ταχυτέραν ἐκτέλεσιν τῶν ἔργων. Ὡς ἐτονίσθη, ἡ Κυβέρνησις θὰ συνεχίσῃ τὴν προσπάθειαν πρὸς ἐξυπηρέτησιν τῶν πολιτῶν καὶ τὴν ἀνάπτυξιν τῆς ἐπαρχίας, ἐνῷ ἐδόθησαν ὁδηγίαι εἰς τὰς ἁρμοδίας ὑπηρεσίας διὰ τὴν ἄμεσον ἐφαρμογὴν τῶν μέτρων. Ἐπίσης ἀνεκοινώθη ὅτι αἱ σχετικαὶ διατάξεις θὰ δημοσιευθοῦν προσεχῶς εἰς τὴν Ἐφημερίδα τῆς Κυβερνήσεως. ΑΘΗΝΑΙ, 4.— Εἰς τὴν αἴθουσαν τοῦ ὑπουργείου ἐπραγματοποιήθη χθὲς σύσκεψις ὑπὸ τὴν προεδρίαν τοῦ ἁρμοδίου ὑφυπουργοῦ, κατὰ τὴν ὁποίαν ἐξητάσθησαν τὰ τρέχοντα ζητήματα καὶ ἐλήφθησαν σχετικαὶ ἀποφάσεις διὰ τὴν ταχυτέραν ἐκτέλεσιν τῶν ἔργων. Ὡς ἐτονίσθη, ἡ Κυβέρνησις θὰ συνεχίσῃ τὴν προσπάθειαν πρὸς ἐξυπηρέτησιν τῶν πολιτῶν καὶ τὴν ἀνάπτυξιν τῆς ἐπαρχίας, ἐνῷ ἐδόθησαν ὁδηγίαι εἰς τὰς ἁρμοδίας ὑπηρεσίας διὰ τὴν ἄμεσον ἐφαρμογὴν τῶν μέτρων. Ἐπίσης ἀνεκοινώθη ὅτι αἱ σχετικαὶ διατάξεις θὰ δημοσιευθοῦν προσεχῶς εἰς τὴν Ἐφημερίδα τῆς Κυβερνήσεως. ΚΟΝΣΕΡΒΟΠΟΙΪΑ ΑΘΗΝΑΙ, 4.— Εἰς τὴν αἴθουσαν τοῦ ὑπουργείου ἐπραγματοποιήθη χθὲς σύσκεψις ὑπὸ τὴν προεδρίαν τοῦ ἁρμοδίου ὑφυπουργοῦ, κατὰ τὴν ὁποίαν ἐξητάσθησαν τὰ τρέχοντα ζητήματα καὶ ἐλήφθησαν σχετικαὶ ἀποφάσεις διὰ τὴν ταχυτέραν ἐκτέλεσιν τῶν ἔργων. Ὡς ἐτονίσθη, ἡ Κυβέρνησις θὰ συνεχίσῃ τὴν προσπάθειαν πρὸς ἐξυπηρέτησιν τῶν πολιτῶν καὶ τὴν ἀνάπτυξιν τῆς ἐπαρχίας, ἐνῷ ἐδόθησαν ὁδηγίαι εἰς τὰς ἁρμοδίας ὑπηρεσίας διὰ τὴν ἄμεσον ἐφαρμογὴν τῶν μέτρων. Ἐπίσης ἀνεκοινώθη ὅτι αἱ σχετικαὶ διατάξεις θὰ δημοσιευθοῦν προσεχῶς εἰς τὴν Ἐφημερίδα τῆς Κυβερνήσεως. ΑΘΗΝΑΙ, 4.— Εἰς τὴν αἴθουσαν τοῦ ὑπουργείου ἐπραγματοποιήθη χθὲς σύσκεψις ὑπὸ τὴν προεδρίαν τοῦ ἁρμοδίου ὑφυπουργοῦ, κατὰ τὴν ὁποίαν ἐξητάσθησαν τὰ τρέχοντα ζητήματα καὶ ἐλήφθησαν σχετικαὶ ἀποφάσεις διὰ τὴν ταχυτέραν ἐκτέλεσιν τῶν ἔργων. Ὡς ἐτονίσθη, ἡ Κυβέρνησις θὰ συνεχίσῃ τὴν προσπάθειαν πρὸς ἐξυπηρέτησιν τῶν πολιτῶν καὶ τὴν ἀνάπτυξιν τῆς ἐπαρχίας, ἐνῷ ἐδόθησαν ὁδηγίαι εἰς τὰς ἁρμοδίας ὑπηρεσίας διὰ τὴν ἄμεσον ἐφαρμογὴν τῶν μέτρων. Ἐπίσης ἀνεκοινώθη ὅτι αἱ σχετικαὶ διατάξεις θὰ δημοσιευθοῦν προσεχῶς εἰς τὴν Ἐφημερίδα τῆς Κυβερνήσεως. ΑΘΗΝΑΙ, 4.— Εἰς τὴν αἴθουσαν τοῦ ὑπουργείου ἐπραγματοποιήθη χθὲς σύσκεψις ὑπὸ τὴν προεδρίαν τοῦ ἁρμοδίου ὑφυπουργοῦ, κατὰ τὴν ὁποίαν ἐξητάσθησαν τὰ τρέχοντα ζητήματα καὶ ἐλήφθησαν σχετικαὶ ἀποφάσεις διὰ τὴν ταχυτέραν ἐκτέλεσιν τῶν ἔργων. Ὡς ἐτονίσθη, ἡ Κυβέρνησις θὰ συνεχίσῃ τὴν προσπάθειαν πρὸς ἐξυπηρέτησιν τῶν πολιτῶν καὶ τὴν ἀνάπτυξιν τῆς ἐπαρχίας, ἐνῷ ἐδόθησαν ὁδηγίαι εἰς τὰς ἁρμοδίας ὑπηρεσίας διὰ τὴν ἄμεσον ἐφαρμογὴν τῶν μέτρων. Ἐπίσης ἀνεκοινώθη ὅτι αἱ σχετικαὶ διατάξεις θὰ δημοσιευθοῦν προσεχῶς εἰς τὴν Ἐφημερίδα τῆς Κυβερνήσεως. ΑΝΕΙΔΙΚΕΥΤΟΙ ΑΘΗΝΑΙ, 4.— Εἰς τὴν αἴθουσαν τοῦ ὑπουργείου ἐπραγματοποιήθη χθὲς σύσκεψις ὑπὸ τὴν προεδρίαν τοῦ ἁρμοδίου ὑφυπουργοῦ, κατὰ τὴν ὁποίαν ἐξητάσθησαν τὰ τρέχοντα ζητήματα καὶ ἐλήφθησαν σχετικαὶ ἀποφάσεις διὰ τὴν ταχυτέραν ἐκτέλεσιν τῶν ἔργων. Ὡς ἐτονίσθη, ἡ Κυβέρνησις θὰ συνεχίσῃ τὴν προσπάθειαν πρὸς ἐξυπηρέτησιν τῶν πολιτῶν καὶ τὴν ἀνάπτυξιν τῆς ἐπαρχίας, ἐνῷ ἐδόθησαν ὁδηγίαι εἰς τὰς ἁρμοδίας ὑπηρεσίας διὰ τὴν ἄμεσον ἐφαρμογὴν τῶν μέτρων. Ἐπίσης ἀνεκοινώθη ὅτι αἱ σχετικαὶ διατάξεις θὰ δημοσιευθοῦν προσεχῶς εἰς τὴν Ἐφημερίδα τῆς Κυβερνήσεως. ΑΘΗΝΑΙ, 4.— Εἰς τὴν αἴθουσαν τοῦ ὑπουργείου ἐπραγματοποιήθη χθὲς σύσκεψις ὑπὸ τὴν προεδρίαν τοῦ ἁρμοδίου ὑφυπουργοῦ, κατὰ τὴν ὁποίαν ἐξητάσθησαν τὰ τρέχοντα ζητήματα καὶ ἐλήφθησαν σχετικαὶ ἀποφάσεις διὰ τὴν ταχυτέραν ἐκτέλεσιν τῶν ἔργων. Ὡς ἐτονίσθη, ἡ Κυβέρνησις θὰ συνεχίσῃ τὴν προσπάθειαν πρὸς ἐξυπηρέτησιν τῶν πολιτῶν καὶ τὴν ἀνάπτυξιν τῆς ἐπαρχίας, ἐνῷ ἐδόθησαν ὁδηγίαι εἰς τὰς ἁρμοδίας ὑπηρεσίας διὰ τὴν ἄμεσον ἐφαρμογὴν τῶν μέτρων. Ἐπίσης ἀνεκοινώθη ὅτι αἱ σχετικαὶ διατάξεις θὰ δημοσιευθοῦν προσεχῶς εἰς τὴν Ἐφημερίδα τῆς Κυβερνήσεως. ΜΑΘΗΤΕΥΟΜΕΝΟΙ ΑΘΗΝΑΙ, 4.— Εἰς τὴν αἴθουσαν τοῦ ὑπουργείου ἐπραγματοποιήθη χθὲς σύσκεψις ὑπὸ τὴν προεδρίαν τοῦ ἁρμοδίου ὑφυπουργοῦ, κατὰ τὴν ὁποίαν ἐξητάσθησαν τὰ τρέχοντα ζητήματα καὶ ἐλήφθησαν σχετικαὶ ἀποφάσεις διὰ τὴν ταχυτέραν ἐκτέλεσιν τῶν ἔργων. Ὡς ἐτονίσθη, ἡ Κυβέρνησις θὰ συνεχίσῃ τὴν προσπάθειαν πρὸς ἐξυπηρέτησιν τῶν πολιτῶν καὶ τὴν ἀνάπτυξιν τῆς ἐπαρχίας, ἐνῷ ἐδόθησαν ὁδηγίαι εἰς τὰς ἁρμοδίας ὑπηρεσίας διὰ τὴν ἄμεσον ἐφαρμογὴν τῶν μέτρων. Ἐπίσης ἀνεκοινώθη ὅτι αἱ σχετικαὶ διατάξεις θὰ δημοσιευθοῦν προσεχῶς εἰς τὴν Ἐφημερίδα τῆς Κυβερνήσεως. ΑΘΗΝΑΙ, 4.— Εἰς τὴν αἴθουσαν τοῦ ὑπουργείου ἐπραγματοποιήθη χθὲς σύσκεψις ὑπὸ τὴν προεδρίαν τοῦ ἁρμοδίου ὑφυπουργοῦ, κατὰ τὴν ὁποίαν ἐξητάσθησαν τὰ τρέχοντα ζητήματα καὶ ἐλήφθησαν σχετικαὶ ἀποφάσεις διὰ τὴν ταχυτέραν ἐκτέλεσιν τῶν ἔργων. Ὡς ἐτονίσθη, ἡ Κυβέρνησις θὰ συνεχίσῃ τὴν προσπάθειαν πρὸς ἐξυπηρέτησιν τῶν πολιτῶν καὶ τὴν ἀνάπτυξιν τῆς ἐπαρχίας, ἐνῷ ἐδόθησαν ὁδηγίαι εἰς τὰς ἁρμοδίας ὑπηρεσίας διὰ τὴν ἄμεσον ἐφαρμογὴν τῶν μέτρων. Ἐπίσης ἀνεκοινώθη ὅτι αἱ σχετικαὶ διατάξεις θὰ δημοσιευθοῦν προσεχῶς εἰς τὴν Ἐφημερίδα τῆς Κυβερνήσεως. ΑΘΗΝΑΙ, 4.— Εἰς τὴν αἴθουσαν τοῦ ὑπουργείου ἐπραγματοποιήθη χθὲς σύσκεψις ὑπὸ τὴν προεδρίαν τοῦ ἁρμοδίου ὑφυπουργοῦ, κατὰ τὴν ὁποίαν ἐξητάσθησαν τὰ τρέχοντα ζητήματα καὶ ἐλήφθησαν σχετικαὶ ἀποφάσεις διὰ τὴν ταχυτέραν ἐκτέλεσιν τῶν ἔργων. Ὡς ἐτονίσθη, ἡ Κυβέρνησις θὰ συνεχίσῃ τὴν προσπάθειαν πρὸς ἐξυπηρέτησιν τῶν πολιτῶν καὶ τὴν ἀνάπτυξιν τῆς ἐπαρχίας, ἐνῷ ἐδόθησαν ὁδηγίαι εἰς τὰς ἁρμοδίας ὑπηρεσίας διὰ τὴν ἄμεσον ἐφαρμογὴν τῶν μέτρων. Ἐπίσης ἀνεκοινώθη ὅτι αἱ σχετικαὶ διατάξεις θὰ δημοσιευθοῦν προσεχῶς εἰς τὴν Ἐφημερίδα τῆς Κυβερνήσεως. (409, 213, 779, 790)
story-technical-schools: ΕΞΑΣΚΗΣΙΣ ΣΠΟΥΔΑΣΤΩΝ ΤΩΝ ΔΗΜΟΣΙΩΝ ΤΕΧΝΙΚΩΝ ΣΧΟΛΩΝ ΑΘΗΝΑΙ, 4.— Εἰς τὴν αἴθουσαν τοῦ ὑπουργείου ἐπραγματοποιήθη χθὲς σύσκεψις ὑπὸ τὴν προεδρίαν τοῦ ἁρμοδίου ὑφυπουργοῦ, κατὰ τὴν ὁποίαν ἐξητάσθησαν τὰ τρέχοντα ζητήματα καὶ ἐλήφθησαν σχετικαὶ ἀποφάσεις διὰ τὴν ταχυτέραν ἐκτέλεσιν τῶν ἔργων. Ὡς ἐτονίσθη, ἡ Κυβέρνησις θὰ συνεχίσῃ τὴν προσπάθειαν πρὸς ἐξυπηρέτησιν τῶν πολιτῶν καὶ τὴν ἀνάπτυξιν τῆς ἐπαρχίας, ἐνῷ ἐδόθησαν ὁδηγίαι εἰς τὰς ἁρμοδίας ὑπηρεσίας διὰ τὴν ἄμεσον ἐφαρμογὴν τῶν μέτρων. Ἐπίσης ἀνεκοινώθη ὅτι αἱ σχετικαὶ διατάξεις θὰ δημοσιευθοῦν προσεχῶς εἰς τὴν Ἐφημερίδα τῆς Κυβερνήσεως. (409, 1338, 779, 1396)
story-body: ΣΥΝΕΧΕΙΑ ΕΚ ΤΗΣ 1ΗΣ ΣΕΛ. ΑΘΗΝΑΙ, 4.— Εἰς τὴν αἴθουσαν τοῦ ὑπουργείου ἐπραγματοποιήθη χθὲς σύσκεψις ὑπὸ τὴν προεδρίαν τοῦ ἁρμοδίου ὑφυπουργοῦ, κατὰ τὴν ὁποίαν ἐξητάσθησαν τὰ τρέχοντα ζητήματα καὶ ἐλήφθησαν σχετικαὶ ἀποφάσεις διὰ τὴν ταχυτέραν ἐκτέλεσιν τῶν ἔργων. Ὡς ἐτονίσθη, ἡ Κυβέρνησις θὰ συνεχίσῃ τὴν προσπάθειαν πρὸς ἐξυπηρέτησιν τῶν πολιτῶν καὶ τὴν ἀνάπτυξιν τῆς ἐπαρχίας, ἐνῷ ἐδόθησαν ὁδηγίαι εἰς τὰς ἁρμοδίας ὑπηρεσίας διὰ τὴν ἄμεσον ἐφαρμογὴν τῶν μέτρων. Ἐπίσης ἀνεκοινώθη ὅτι αἱ σχετικαὶ διατάξεις θὰ δημοσιευθοῦν προσεχῶς εἰς τὴν Ἐφημερίδα τῆς Κυβερνήσεως. ΑΝΘΡΩΠΟΚΥΝΗΓΗ ΑΘΗΝΑΙ, 4.— Εἰς τὴν αἴθουσαν τοῦ ὑπουργείου ἐπραγματοποιήθη χθὲς σύσκεψις ὑπὸ τὴν προεδρίαν τοῦ ἁρμοδίου ὑφυπουργοῦ, κατὰ τὴν ὁποίαν ἐξητάσθησαν τὰ τρέχοντα ζητήματα καὶ ἐλήφθησαν σχετικαὶ ἀποφάσεις διὰ τὴν ταχυτέραν ἐκτέλεσιν τῶν ἔργων. Ὡς ἐτονίσθη, ἡ Κυβέρνησις θὰ συνεχίσῃ τὴν προσπάθειαν πρὸς ἐξυπηρέτησιν τῶν πολιτῶν καὶ τὴν ἀνάπτυξιν τῆς ἐπαρχίας, ἐνῷ ἐδόθησαν ὁδηγίαι εἰς τὰς ἁρμοδίας ὑπηρεσίας διὰ τὴν ἄμεσον ἐφαρμογὴν τῶν μέτρων. Ἐπίσης ἀνεκοινώθη ὅτι αἱ σχετικαὶ διατάξεις θὰ δημοσιευθοῦν προσεχῶς εἰς τὴν Ἐφημερίδα τῆς Κυβερνήσεως. Η ΣΤΡΑΤΟΠΕΔΑ ΑΘΗΝΑΙ, 4.— Εἰς τὴν αἴθουσαν τοῦ ὑπουργείου ἐπραγματοποιήθη χθὲς σύσκεψις ὑπὸ τὴν προεδρίαν τοῦ ἁρμοδίου ὑφυπουργοῦ, κατὰ τὴν ὁποίαν ἐξητάσθησαν τὰ τρέχοντα ζητήματα καὶ ἐλήφθησαν σχετικαὶ ἀποφάσεις διὰ τὴν ταχυτέραν ἐκτέλεσιν τῶν ἔργων. Ὡς ἐτονίσθη, ἡ Κυβέρνησις θὰ συνεχίσῃ τὴν προσπάθειαν πρὸς ἐξυπηρέτησιν τῶν πολιτῶν καὶ τὴν ἀνάπτυξιν τῆς ἐπαρχίας, ἐνῷ ἐδόθησαν ὁδηγίαι εἰς τὰς ἁρμοδίας ὑπηρεσίας διὰ τὴν ἄμεσον ἐφαρμογὴν τῶν μέτρων. Ἐπίσης ἀνεκοινώθη ὅτι αἱ σχετικαὶ διατάξεις θὰ δημοσιευθοῦν προσεχῶς εἰς τὴν Ἐφημερίδα τῆς Κυβερνήσεως. ΚΑΤΗΓΟΡΙΑ ΤΟΥΣ ΑΥΤΙΚΟΥΣ ΑΘΗΝΑΙ, 4.— Εἰς τὴν αἴθουσαν τοῦ ὑπουργείου ἐπραγματοποιήθη χθὲς σύσκεψις ὑπὸ τὴν προεδρίαν τοῦ ἁρμοδίου ὑφυπουργοῦ, κατὰ τὴν ὁποίαν ἐξητάσθησαν τὰ τρέχοντα ζητήματα καὶ ἐλήφθησαν σχετικαὶ ἀποφάσεις διὰ τὴν ταχυτέραν ἐκτέλεσιν τῶν ἔργων. Ὡς ἐτονίσθη, ἡ Κυβέρνησις θὰ συνεχίσῃ τὴν προσπάθειαν πρὸς ἐξυπηρέτησιν τῶν πολιτῶν καὶ τὴν ἀνάπτυξιν τῆς ἐπαρχίας, ἐνῷ ἐδόθησαν ὁδηγίαι εἰς τὰς ἁρμοδίας ὑπηρεσίας διὰ τὴν ἄμεσον ἐφαρμογὴν τῶν μέτρων. Ἐπίσης ἀνεκοινώθη ὅτι αἱ σχετικαὶ διατάξεις θὰ δημοσιευθοῦν προσεχῶς εἰς τὴν Ἐφημερίδα τῆς Κυβερνήσεως. ΚΑΤΕΠΕΣΕΝ ΕΚ ΔΕΝΔΡΟΥ ΚΑΙ ΕΦΟΝΕΥΘΗ ΑΘΗΝΑΙ, 4.— Εἰς τὴν αἴθουσαν τοῦ ὑπουργείου ἐπραγματοποιήθη χθὲς σύσκεψις ὑπὸ τὴν προεδρίαν τοῦ ἁρμοδίου ὑφυπουργοῦ, κατὰ τὴν ὁποίαν ἐξητάσθησαν τὰ τρέχοντα ζητήματα καὶ ἐλήφθησαν σχετικαὶ ἀποφάσεις διὰ τὴν ταχυτέραν ἐκτέλεσιν τῶν ἔργων. Ὡς ἐτονίσθη, ἡ Κυβέρνησις θὰ συνεχίσῃ τὴν προσπάθειαν πρὸς ἐξυπηρέτησιν τῶν πολιτῶν καὶ τὴν ἀνάπτυξιν τῆς ἐπαρχίας, ἐνῷ ἐδόθησαν ὁδηγίαι εἰς τὰς ἁρμοδίας ὑπηρεσίας διὰ τὴν ἄμεσον ἐφαρμογὴν τῶν μέτρων. Ἐπίσης ἀνεκοινώθη ὅτι αἱ σχετικαὶ διατάξεις θὰ δημοσιευθοῦν προσεχῶς εἰς τὴν Ἐφημερίδα τῆς Κυβερνήσεως. ΕΠΑΝΕΥΡΕ ΤΑ ΠΑΙΔΙΑ ΤΗΣ ΜΕΤΑ 46 ΕΤΗ ΑΘΗΝΑΙ, 4.— Εἰς τὴν αἴθουσαν τοῦ ὑπουργείου ἐπραγματοποιήθη χθὲς σύσκεψις ὑπὸ τὴν προεδρίαν τοῦ ἁρμοδίου ὑφυπουργοῦ, κατὰ τὴν ὁποίαν ἐξητάσθησαν τὰ τρέχοντα ζητήματα καὶ ἐλήφθησαν σχετικαὶ ἀποφάσεις διὰ τὴν ταχυτέραν ἐκτέλεσιν τῶν ἔργων. Ὡς ἐτονίσθη, ἡ Κυβέρνησις θὰ συνεχίσῃ τὴν προσπάθειαν πρὸς ἐξυπηρέτησιν τῶν πολιτῶν καὶ τὴν ἀνάπτυξιν τῆς ἐπαρχίας, ἐνῷ ἐδόθησαν ὁδηγίαι εἰς τὰς ἁρμοδίας ὑπηρεσίας διὰ τὴν ἄμεσον ἐφαρμογὴν τῶν μέτρων. Ἐπίσης ἀνεκοινώθη ὅτι αἱ σχετικαὶ διατάξεις θὰ δημοσιευθοῦν προσεχῶς εἰς τὴν Ἐφημερίδα τῆς Κυβερνήσεως. Η ΠΑΡΑΙΤΗΣΙΣ ΤΟΥ ΣΙΛΛΕΡ ΣΥΝΕΧΕΙΑ ΕΚ ΤΗΣ 1ΗΣ ΣΕΛ. ΑΘΗΝΑΙ, 4.— Εἰς τὴν αἴθουσαν τοῦ ὑπουργείου ἐπραγματοποιήθη χθὲς σύσκεψις ὑπὸ τὴν προεδρίαν τοῦ ἁρμοδίου ὑφυπουργοῦ, κατὰ τὴν ὁποίαν ἐξητάσθησαν τὰ τρέχοντα ζητήματα καὶ ἐλήφθησαν σχετικαὶ ἀποφάσεις διὰ τὴν ταχυτέραν ἐκτέλεσιν τῶν ἔργων. Ὡς ἐτονίσθη, ἡ Κυβέρνησις θὰ συνεχίσῃ τὴν προσπάθειαν πρὸς ἐξυπηρέτησιν τῶν πολιτῶν καὶ τὴν ἀνάπτυξιν τῆς ἐπαρχίας, ἐνῷ ἐδόθησαν ὁδηγίαι εἰς τὰς ἁρμοδίας ὑπηρεσίας διὰ τὴν ἄμεσον ἐφαρμογὴν τῶν μέτρων. Ἐπίσης ἀνεκοινώθη ὅτι αἱ σχετικαὶ διατάξεις θὰ δημοσιευθοῦν προσεχῶς εἰς τὴν Ἐφημερίδα τῆς Κυβερνήσεως. ΑΓΝΟΕΙ Η ΒΟΝΝΗ ΑΘΗΝΑΙ, 4.— Εἰς τὴν αἴθουσαν τοῦ ὑπουργείου ἐπραγματοποιήθη χθὲς σύσκεψις ὑπὸ τὴν προεδρίαν τοῦ ἁρμοδίου ὑφυπουργοῦ, κατὰ τὴν ὁποίαν ἐξητάσθησαν τὰ τρέχοντα ζητήματα καὶ ἐλήφθησαν σχετικαὶ ἀποφάσεις διὰ τὴν ταχυτέραν ἐκτέλεσιν τῶν ἔργων. Ὡς ἐτονίσθη, ἡ Κυβέρνησις θὰ συνεχίσῃ τὴν προσπάθειαν πρὸς ἐξυπηρέτησιν τῶν πολιτῶν καὶ τὴν ἀνάπτυξιν τῆς ἐπαρχίας, ἐνῷ ἐδόθησαν ὁδηγίαι εἰς τὰς ἁρμοδίας ὑπηρεσίας διὰ τὴν ἄμεσον ἐφαρμογὴν τῶν μέτρων. Ἐπίσης ἀνεκοινώθη ὅτι αἱ σχετικαὶ διατάξεις θὰ δημοσιευθοῦν προσεχῶς εἰς τὴν Ἐφημερίδα τῆς Κυβερνήσεως. ΑΘΗΝΑΙ, 4.— Εἰς τὴν αἴθουσαν τοῦ ὑπουργείου ἐπραγματοποιήθη χθὲς σύσκεψις ὑπὸ τὴν προεδρίαν τοῦ ἁρμοδίου ὑφυπουργοῦ, κατὰ τὴν ὁποίαν ἐξητάσθησαν τὰ τρέχοντα ζητήματα καὶ ἐλήφθησαν σχετικαὶ ἀποφάσεις διὰ τὴν ταχυτέραν ἐκτέλεσιν τῶν ἔργων. Ὡς ἐτονίσθη, ἡ Κυβέρνησις θὰ συνεχίσῃ τὴν προσπάθειαν πρὸς ἐξυπηρέτησιν τῶν πολιτῶν καὶ τὴν ἀνάπτυξιν τῆς ἐπαρχίας, ἐνῷ ἐδόθησαν ὁδηγίαι εἰς τὰς ἁρμοδίας ὑπηρεσίας διὰ τὴν ἄμεσον ἐφαρμογὴν τῶν μέτρων. Ἐπίσης ἀνεκοινώθη ὅτι αἱ σχετικαὶ διατάξεις θὰ δημοσιευθοῦν προσεχῶς εἰς τὴν Ἐφημερίδα τῆς Κυβερνήσεως. (409, 1441, 779, 1947)
story-australia-ustasi (409, 1411, 779, 1946)
subhead: Η ΧΡΙΣΤΙΑΝΙΚΗ ΕΝΩΣΙΣ (21, 2172, 119, 2182)
table-row: Μάρκον 71,97 73,78 (280, 586, 403, 594)
story-body: ΑΘΗΝΑΙ, 4.— Εἰς τὴν αἴθουσαν τοῦ ὑπουργείου ἐπραγματοποιήθη χθὲς σύσκεψις ὑπὸ τὴν προεδρίαν τοῦ ἁρμοδίου ὑφυπουργοῦ, κατὰ τὴν ὁποίαν ἐξητάσθησαν τὰ τρέχοντα ζητήματα καὶ ἐλήφθησαν σχετικαὶ ἀποφάσεις διὰ τὴν ταχυτέραν ἐκτέλεσιν τῶν ἔργων. Ὡς ἐτονίσθη, ἡ Κυβέρνησις θὰ συνεχίσῃ τὴν προσπάθειαν πρὸς ἐξυπηρέτησιν τῶν πολιτῶν καὶ τὴν ἀνάπτυξιν τῆς ἐπαρχίας, ἐνῷ ἐδόθησαν ὁδηγίαι εἰς τὰς ἁρμοδίας ὑπηρεσίας διὰ τὴν ἄμεσον ἐφαρμογὴν τῶν μέτρων. Ἐπίσης ἀνεκοινώθη ὅτι αἱ σχετικαὶ διατάξεις θὰ δημοσιευθοῦν προσεχῶς εἰς τὴν Ἐφημερίδα τῆς Κυβερνήσεως. Η ΧΡΙΣΤΙΑΝΙΚΗ ΕΝΩΣΙΣ ΑΘΗΝΑΙ, 4.— Εἰς τὴν αἴθουσαν τοῦ ὑπουργείου ἐπραγματοποιήθη χθὲς σύσκεψις ὑπὸ τὴν προεδρίαν τοῦ ἁρμοδίου ὑφυπουργοῦ, κατὰ τὴν ὁποίαν ἐξητάσθησαν τὰ τρέχοντα ζητήματα καὶ ἐλήφθησαν σχετικαὶ ἀποφάσεις διὰ τὴν ταχυτέραν ἐκτέλεσιν τῶν ἔργων. Ὡς ἐτονίσθη, ἡ Κυβέρνησις θὰ συνεχίσῃ τὴν προσπάθειαν πρὸς ἐξυπηρέτησιν τῶν πολιτῶν καὶ τὴν ἀνάπτυξιν τῆς ἐπαρχίας, ἐνῷ ἐδόθησαν ὁδηγίαι εἰς τὰς ἁρμοδίας ὑπηρεσίας διὰ τὴν ἄμεσον ἐφαρμογὴν τῶν μέτρων. Ἐπίσης ἀνεκοινώθη ὅτι αἱ σχετικαὶ διατάξεις θὰ δημοσιευθοῦν προσεχῶς εἰς τὴν Ἐφημερίδα τῆς Κυβερνήσεως. Κ. ΑΥΓΟΥΣΤΙΝΟΣ ΑΘΗΝΑΙ, 4.— Εἰς τὴν αἴθουσαν τοῦ ὑπουργείου ἐπραγματοποιήθη χθὲς σύσκεψις ὑπὸ τὴν προεδρίαν τοῦ ἁρμοδίου ὑφυπουργοῦ, κατὰ τὴν ὁποίαν ἐξητάσθησαν τὰ τρέχοντα ζητήματα καὶ ἐλήφθησαν σχετικαὶ ἀποφάσεις διὰ τὴν ταχυτέραν ἐκτέλεσιν τῶν ἔργων. Ὡς ἐτονίσθη, ἡ Κυβέρνησις θὰ συνεχίσῃ τὴν προσπάθειαν πρὸς ἐξυπηρέτησιν τῶν πολιτῶν καὶ τὴν ἀνάπτυξιν τῆς ἐπαρχίας, ἐνῷ ἐδόθησαν ὁδηγίαι εἰς τὰς ἁρμοδίας ὑπηρεσίας διὰ τὴν ἄμεσον ἐφαρμογὴν τῶν μέτρων. Ἐπίσης ἀνεκοινώθη ὅτι αἱ σχετικαὶ διατάξεις θὰ δημοσιευθοῦν προσεχῶς εἰς τὴν Ἐφημερίδα τῆς Κυβερνήσεως. ΑΘΗΝΑΙ, 4.— Εἰς τὴν αἴθουσαν τοῦ ὑπουργείου ἐπραγματοποιήθη χθὲς σύσκεψις ὑπὸ τὴν προεδρίαν τοῦ ἁρμοδίου ὑφυπουργοῦ, κατὰ τὴν ὁποίαν ἐξητάσθησαν τὰ τρέχοντα ζητήματα καὶ ἐλήφθησαν σχετικαὶ ἀποφάσεις διὰ τὴν ταχυτέραν ἐκτέλεσιν τῶν ἔργων. Ὡς ἐτονίσθη, ἡ Κυβέρνησις θὰ συνεχίσῃ τὴν προσπάθειαν πρὸς ἐξυπηρέτησιν τῶν πολιτῶν καὶ τὴν ἀνάπτυξιν τῆς ἐπαρχίας, ἐνῷ ἐδόθησαν ὁδηγίαι εἰς τὰς ἁρμοδίας ὑπηρεσίας διὰ τὴν ἄμεσον ἐφαρμογὴν τῶν μέτρων. Ἐπίσης ἀνεκοινώθη ὅτι αἱ σχετικαὶ διατάξεις θὰ δημοσιευθοῦν προσεχῶς εἰς τὴν Ἐφημερίδα τῆς Κυβερνήσεως. (4, 2036, 273, 2318)
headline: ΜΕΤΑΘΟΛΑΙ ΕΠΙΜΕΛΗΤΩΝ ΑΝΩΤΑΤΩΝ ΣΧΟΛΩΝ ΤΗΣ ΘΕΣΣΑΛΟΝΙΚΗΣ (290, 1, 392, 29)
subhead: ΚΑΤΗΓΟΡΙΑ ΤΟΥΣ ΑΥΤΙΚΟΥΣ (409, 1936, 530, 1947)
story-erotic-media: ΚΑΤΕΣΤΡΕΦΑΝ ΕΡΟΤΙΚΑ ΜΕΣΑ ΔΙΑΔΟΣΕΩΣ ΑΘΗΝΑΙ, 4.— Εἰς τὴν αἴθουσαν τοῦ ὑπουργείου ἐπραγματοποιήθη χθὲς σύσκεψις ὑπὸ τὴν προεδρίαν τοῦ ἁρμοδίου ὑφυπουργοῦ, κατὰ τὴν ὁποίαν ἐξητάσθησαν τὰ τρέχοντα ζητήματα καὶ ἐλήφθησαν σχετικαὶ ἀποφάσεις διὰ τὴν ταχυτέραν ἐκτέλεσιν τῶν ἔργων. Ὡς ἐτονίσθη, ἡ Κυβέρνησις θὰ συνεχίσῃ τὴν προσπάθειαν πρὸς ἐξυπηρέτησιν τῶν πολιτῶν καὶ τὴν ἀνάπτυξιν τῆς ἐπαρχίας, ἐνῷ ἐδόθησαν ὁδηγίαι εἰς τὰς ἁρμοδίας ὑπηρεσίας διὰ τὴν ἄμεσον ἐφαρμογὴν τῶν μέτρων. Ἐπίσης ἀνεκοινώθη ὅτι αἱ σχετικαὶ διατάξεις θὰ δημοσιευθοῦν προσεχῶς εἰς τὴν Ἐφημερίδα τῆς Κυβερνήσεως. (278, 1305, 404, 1469)
headline: ΚΑΤΕΠΕΣΕΝ ΕΚ ΔΕΝΔΡΟΥ ΚΑΙ ΕΦΟΝΕΥΘΗ (538, 1594, 650, 1614)
story-bank-rates: ΤΑ ΔΕΛΤΙΑ ΤΙΜΩΝ ΤΗΣ ΤΡΑΠΕΖΗΣ ΕΛΛΑΔΟΣ ΔΙΑ ΣΥΝΑΛΛΑΓΜΑ ΚΑΙ ΤΡΑΠΕΖΟΓΡΑΜΜΑΤΙΑ ΑΘΗΝΑΙ, 4.— Ἀγορά Πώλησις Δολλ. ΗΠΑ 29,50 30,10 Λίρα Ἀγγλίας 71,90 73,72 Λίρα Ἰρλανδ. 71,90 73,72 Φράγκ. Ἑλβ. 7,727 7,923 Μάρκα Γερμ. 9,318 9,553 Φράγκ. Γαλλ. 5,944 6,094 Φράγκ. Βελγ. 0,6706 0,6875 Κορώνα Σουηδ. 6,277 6,435 Δολλ. Καναδά 29,03 29,76 (785, 1207, 1042, 1340)
headline: Ο κ. ΜΠΡΟΥΜΑΣ ΔΙΩΡΙΣΘΗ ΠΡΕΣΒΥΣ (284, 602, 399, 622)
table-row: Λίρα 62,02 72,50 (280, 578, 403, 587)
story-body: ΑΘΗΝΑΙ, 4.— ΑΘΗΝΑΙ, 4.— Εἰς τὴν αἴθουσαν τοῦ ὑπουργείου ἐπραγματοποιήθη χθὲς σύσκεψις ὑπὸ τὴν προεδρίαν τοῦ ἁρμοδίου ὑφυπουργοῦ, κατὰ τὴν ὁποίαν ἐξητάσθησαν τὰ τρέχοντα ζητήματα καὶ ἐλήφθησαν σχετικαὶ ἀποφάσεις διὰ τὴν ταχυτέραν ἐκτέλεσιν τῶν ἔργων. Ὡς ἐτονίσθη, ἡ Κυβέρνησις θὰ συνεχίσῃ τὴν προσπάθειαν πρὸς ἐξυπηρέτησιν τῶν πολιτῶν καὶ τὴν ἀνάπτυξιν τῆς ἐπαρχίας, ἐνῷ ἐδόθησαν ὁδηγίαι εἰς τὰς ἁρμοδίας ὑπηρεσίας διὰ τὴν ἄμεσον ἐφαρμογὴν τῶν μέτρων. Ἐπίσης ἀνεκοινώθη ὅτι αἱ σχετικαὶ διατάξεις θὰ δημοσιευθοῦν προσεχῶς εἰς τὴν Ἐφημερίδα τῆς Κυβερνήσεως. ΑΘΗΝΑΙ, 4.— Εἰς τὴν αἴθουσαν τοῦ ὑπουργείου ἐπραγματοποιήθη χθὲς σύσκεψις ὑπὸ τὴν προεδρίαν τοῦ ἁρμοδίου ὑφυπουργοῦ, κατὰ τὴν ὁποίαν ἐξητάσθησαν τὰ τρέχοντα ζητήματα καὶ ἐλήφθησαν σχετικαὶ ἀποφάσεις διὰ τὴν ταχυτέραν ἐκτέλεσιν τῶν ἔργων. Ὡς ἐτονίσθη, ἡ Κυβέρνησις θὰ συνεχίσῃ τὴν προσπάθειαν πρὸς ἐξυπηρέτησιν τῶν πολιτῶν καὶ τὴν ἀνάπτυξιν τῆς ἐπαρχίας, ἐνῷ ἐδόθησαν ὁδηγίαι εἰς τὰς ἁρμοδίας ὑπηρεσίας διὰ τὴν ἄμεσον ἐφαρμογὴν τῶν μέτρων. Ἐπίσης ἀνεκοινώθη ὅτι αἱ σχετικαὶ διατάξεις θὰ δημοσιευθοῦν προσεχῶς εἰς τὴν Ἐφημερίδα τῆς Κυβερνήσεως. ΑΘΗΝΑΙ, 4.— Εἰς τὴν αἴθουσαν τοῦ ὑπουργείου ἐπραγματοποιήθη χθὲς σύσκεψις ὑπὸ τὴν προεδρίαν τοῦ ἁρμοδίου ὑφυπουργοῦ, κατὰ τὴν ὁποίαν ἐξητάσθησαν τὰ τρέχοντα ζητήματα καὶ ἐλήφθησαν σχετικαὶ ἀποφάσεις διὰ τὴν ταχυτέραν ἐκτέλεσιν τῶν ἔργων. Ὡς ἐτονίσθη, ἡ Κυβέρνησις θὰ συνεχίσῃ τὴν προσπάθειαν πρὸς ἐξυπηρέτησιν τῶν πολιτῶν καὶ τὴν ἀνάπτυξιν τῆς ἐπαρχίας, ἐνῷ ἐδόθησαν ὁδηγίαι εἰς τὰς ἁρμοδίας ὑπηρεσίας διὰ τὴν ἄμεσον ἐφαρμογὴν τῶν μέτρων. Ἐπίσης ἀνεκοινώθη ὅτι αἱ σχετικαὶ διατάξεις θὰ δημοσιευθοῦν προσεχῶς εἰς τὴν Ἐφημερίδα τῆς Κυβερνήσεως. ΑΘΗΝΑΙ, 4.— Εἰς τὴν αἴθουσαν τοῦ ὑπουργείου ἐπραγματοποιήθη χθὲς σύσκεψις ὑπὸ τὴν προεδρίαν τοῦ ἁρμοδίου ὑφυπουργοῦ, κατὰ τὴν ὁποίαν ἐξητάσθησαν τὰ τρέχοντα ζητήματα καὶ ἐλήφθησαν σχετικαὶ ἀποφάσεις διὰ τὴν ταχυτέραν ἐκτέλεσιν τῶν ἔργων. Ὡς ἐτονίσθη, ἡ Κυβέρνησις θὰ συνεχίσῃ τὴν προσπάθειαν πρὸς ἐξυπηρέτησιν τῶν πολιτῶν καὶ τὴν ἀνάπτυξιν τῆς ἐπαρχίας, ἐνῷ ἐδόθησαν ὁδηγίαι εἰς τὰς ἁρμοδίας ὑπηρεσίας διὰ τὴν ἄμεσον ἐφαρμογὴν τῶν μέτρων. Ἐπίσης ἀνεκοινώθη ὅτι αἱ σχετικαὶ διατάξεις θὰ δημοσιευθοῦν προσεχῶς εἰς τὴν Ἐφημερίδα τῆς Κυβερνήσεως. ΑΘΗΝΑΙ, 4.— Εἰς τὴν αἴθουσαν τοῦ ὑπουργείου ἐπραγματοποιήθη χθὲς σύσκεψις ὑπὸ τὴν προεδρίαν τοῦ ἁρμοδίου ὑφυπουργοῦ, κατὰ τὴν ὁποίαν ἐξητάσθησαν τὰ τρέχοντα ζητήματα καὶ ἐλήφθησαν σχετικαὶ ἀποφάσεις διὰ τὴν ταχυτέραν ἐκτέλεσιν τῶν ἔργων. Ὡς ἐτονίσθη, ἡ Κυβέρνησις θὰ συνεχίσῃ τὴν προσπάθειαν πρὸς ἐξυπηρέτησιν τῶν πολιτῶν καὶ τὴν ἀνάπτυξιν τῆς ἐπαρχίας, ἐνῷ ἐδόθησαν ὁδηγίαι εἰς τὰς ἁρμοδίας ὑπηρεσίας διὰ τὴν ἄμεσον ἐφαρμογὴν τῶν μέτρων. Ἐπίσης ἀνεκοινώθη ὅτι αἱ σχετικαὶ διατάξεις θὰ δημοσιευθοῦν προσεχῶς εἰς τὴν Ἐφημερίδα τῆς Κυβερνήσεως. ΑΘΗΝΑΙ, 4.— Εἰς τὴν αἴθουσαν τοῦ ὑπουργείου ἐπραγματοποιήθη χθὲς σύσκεψις ὑπὸ τὴν προεδρίαν τοῦ ἁρμοδίου ὑφυπουργοῦ, κατὰ τὴν ὁποίαν ἐξητάσθησαν τὰ τρέχοντα ζητήματα καὶ ἐλήφθησαν σχετικαὶ ἀποφάσεις διὰ τὴν ταχυτέραν ἐκτέλεσιν τῶν ἔργων. Ὡς ἐτονίσθη, ἡ Κυβέρνησις θὰ συνεχίσῃ τὴν προσπάθειαν πρὸς ἐξυπηρέτησιν τῶν πολιτῶν καὶ τὴν ἀνάπτυξιν τῆς ἐπαρχίας, ἐνῷ ἐδόθησαν ὁδηγίαι εἰς τὰς ἁρμοδίας ὑπηρεσίας διὰ τὴν ἄμεσον ἐφαρμογὴν τῶν μέτρων. Ἐπίσης ἀνεκοινώθη ὅτι αἱ σχετικαὶ διατάξεις θὰ δημοσιευθοῦν προσεχῶς εἰς τὴν Ἐφημερίδα τῆς Κυβερνήσεως. ΑΘΗΝΑΙ, 4.— Εἰς τὴν αἴθουσαν τοῦ ὑπουργείου ἐπραγματοποιήθη χθὲς σύσκεψις ὑπὸ τὴν προεδρίαν τοῦ ἁρμοδίου ὑφυπουργοῦ, κατὰ τὴν ὁποίαν ἐξητάσθησαν τὰ τρέχοντα ζητήματα καὶ ἐλήφθησαν σχετικαὶ ἀποφάσεις διὰ τὴν ταχυτέραν ἐκτέλεσιν τῶν ἔργων. Ὡς ἐτονίσθη, ἡ Κυβέρνησις θὰ συνεχίσῃ τὴν προσπάθειαν πρὸς ἐξυπηρέτησιν τῶν πολιτῶν καὶ τὴν ἀνάπτυξιν τῆς ἐπαρχίας, ἐνῷ ἐδόθησαν ὁδηγίαι εἰς τὰς ἁρμοδίας ὑπηρεσίας διὰ τὴν ἄμεσον ἐφαρμογὴν τῶν μέτρων. Ἐπίσης ἀνεκοινώθη ὅτι αἱ σχετικαὶ διατάξεις θὰ δημοσιευθοῦν προσεχῶς εἰς τὴν Ἐφημερίδα τῆς Κυβερνήσεως. ΑΘΗΝΑΙ, 4.— Εἰς τὴν αἴθουσαν τοῦ ὑπουργείου ἐπραγματοποιήθη χθὲς σύσκεψις ὑπὸ τὴν προεδρίαν τοῦ ἁρμοδίου ὑφυπουργοῦ, κατὰ τὴν ὁποίαν ἐξητάσθησαν τὰ τρέχοντα ζητήματα καὶ ἐλήφθησαν σχετικαὶ ἀποφάσεις διὰ τὴν ταχυτέραν ἐκτέλεσιν τῶν ἔργων. Ὡς ἐτονίσθη, ἡ Κυβέρνησις θὰ συνεχίσῃ τὴν προσπάθειαν πρὸς ἐξυπηρέτησιν τῶν πολιτῶν καὶ τὴν ἀνάπτυξιν τῆς ἐπαρχίας, ἐνῷ ἐδόθησαν ὁδηγίαι εἰς τὰς ἁρμοδίας ὑπηρεσίας διὰ τὴν ἄμεσον ἐφαρμογὴν τῶν μέτρων. Ἐπίσης ἀνεκοινώθη ὅτι αἱ σχετικαὶ διατάξεις θὰ δημοσιευθοῦν προσεχῶς εἰς τὴν Ἐφημερίδα τῆς Κυβερνήσεως. ΑΘΗΝΑΙ, 4.— Εἰς τὴν αἴθουσαν τοῦ ὑπουργείου ἐπραγματοποιήθη χθὲς σύσκεψις ὑπὸ τὴν προεδρίαν τοῦ ἁρμοδίου ὑφυπουργοῦ, κατὰ τὴν ὁποίαν ἐξητάσθησαν τὰ τρέχοντα ζητήματα καὶ ἐλήφθησαν σχετικαὶ ἀποφάσεις διὰ τὴν ταχυτέραν ἐκτέλεσιν τῶν ἔργων. Ὡς ἐτονίσθη, ἡ Κυβέρνησις θὰ συνεχίσῃ τὴν προσπάθειαν πρὸς ἐξυπηρέτησιν τῶν πολιτῶν καὶ τὴν ἀνάπτυξιν τῆς ἐπαρχίας, ἐνῷ ἐδόθησαν ὁδηγίαι εἰς τὰς ἁρμοδίας ὑπηρεσίας διὰ τὴν ἄμεσον ἐφαρμογὴν τῶν μέτρων. Ἐπίσης ἀνεκοινώθη ὅτι αἱ σχετικαὶ διατάξεις θὰ δημοσιευθοῦν προσεχῶς εἰς τὴν Ἐφημερίδα τῆς Κυβερνήσεως. (4, 836, 273, 1444)
table-row: Ἀγγλίας 428,00 (280, 539, 403, 547)
subhead: ΕΛΑΙΑ — ΣΑΠΩΝΕΣ — ΕΛΑΙΑΙ (7, 2500, 133, 2511)
table-row: Κορώνα Σουηδ. 6,277 6,435 (786, 1324, 1042, 1332)
headline: ΚΑΙ ΔΕΥΤΕΡΑΝ ΠΥΡΗΝΙΚΗΝ ΔΟΚΙΜΗΝ ΕΙΣ ΕΙΡΗΝΙΚΟΝ ΕΠΡΑΓΜΑΤΟΠΟΙΗΣΑΝ ΟΙ ΓΑΛΛΟΙ ΤΗΝ 30ΗΝ ΙΟΥΝΙΟΥ (793, 799, 1035, 832)
byline: ΤΙ ΓΡΑΦΕΙ Η «ΜΟΝ» (876, 835, 952, 845)
rates-table (278, 540, 404, 571)
headline: ΑΠΕΠΙΡΑΘΗΣΑΝ ΔΙΑ ΕΞΑΓΩΓΗΝ ΣΥΝΑΛΛΑΓΜΑ (286, 949, 397, 969)
lead-headline: Καθωρίσθησαν τὰ κατώτατα ὅρια ἡμερομισθίων ἐκτάκτων ὑπαλλήλων Δήμου Θεσσαλονίκης καὶ ἐργατοτεχνικοῦ προσωπικοῦ κονσερβοποιΐας (413, 18, 776, 205)
headline: Η ΤΑΧΥΔΡΟΜΙΚΗ ΥΠΗΡΕΣΙΑ ΠΑΡΟΥΣΙΑΣΕΝ ΕΝΕΡΓΗΤΙΚΟΝ ΚΑΤΑ ΤΟΝ ΠΡΩΤΟΝ ΙΣΟΛΟΓΙΣΜΟΝ ΤΟΥ ΟΡΓΑΝΙΣΜΟΥ ΕΛΤΑ (6, 1458, 271, 1500)
story-butchers (4, 3, 273, 764)
story-family-doctor (409, 1011, 779, 1131)
headline: ΤΡΟΠΟΠΟΙΗΣΙΣ ΤΟΥ ΡΥΜΟΤΟΜΙΚΟΥ ΣΧΕΔΙΟΥ ΘΕΣΣΑΛΟΝΙΚΗΣ (288, 334, 394, 362)
headline: ΠΡΟΦΥΛΑΚΙΣΘΗ Ο ΔΟΛΟΦΟΝΟΣ ΤΟΥ ΓΑΜΒΡΟΥ ΤΟΥ (280, 1122, 402, 1151)
subhead: ΑΝΘΡΩΠΟΚΥΝΗΓΗ (428, 1604, 510, 1614)
table-header: Ἀγορά Πώλησις (949, 1261, 1042, 1269)
story-body: ΑΘΗΝΑΙ, 4.— Εἰς τὴν αἴθουσαν τοῦ ὑπουργείου ἐπραγματοποιήθη χθὲς σύσκεψις ὑπὸ τὴν προεδρίαν τοῦ ἁρμοδίου ὑφυπουργοῦ, κατὰ τὴν ὁποίαν ἐξητάσθησαν τὰ τρέχοντα ζητήματα καὶ ἐλήφθησαν σχετικαὶ ἀποφάσεις διὰ τὴν ταχυτέραν ἐκτέλεσιν τῶν ἔργων. Ὡς ἐτονίσθη, ἡ Κυβέρνησις θὰ συνεχίσῃ τὴν προσπάθειαν πρὸς ἐξυπηρέτησιν τῶν πολιτῶν καὶ τὴν ἀνάπτυξιν τῆς ἐπαρχίας, ἐνῷ ἐδόθησαν ὁδηγίαι εἰς τὰς ἁρμοδίας ὑπηρεσίας διὰ τὴν ἄμεσον ἐφαρμογὴν τῶν μέτρων. Ἐπίσης ἀνεκοινώθη ὅτι αἱ σχετικαὶ διατάξεις θὰ δημοσιευθοῦν προσεχῶς εἰς τὴν Ἐφημερίδα τῆς Κυβερνήσεως. ΑΘΗΝΑΙ, 4.— Εἰς τὴν αἴθουσαν τοῦ ὑπουργείου ἐπραγματοποιήθη χθὲς σύσκεψις ὑπὸ τὴν προεδρίαν τοῦ ἁρμοδίου ὑφυπουργοῦ, κατὰ τὴν ὁποίαν ἐξητάσθησαν τὰ τρέχοντα ζητήματα καὶ ἐλήφθησαν σχετικαὶ ἀποφάσεις διὰ τὴν ταχυτέραν ἐκτέλεσιν τῶν ἔργων. Ὡς ἐτονίσθη, ἡ Κυβέρνησις θὰ συνεχίσῃ τὴν προσπάθειαν πρὸς ἐξυπηρέτησιν τῶν πολιτῶν καὶ τὴν ἀνάπτυξιν τῆς ἐπαρχίας, ἐνῷ ἐδόθησαν ὁδηγίαι εἰς τὰς ἁρμοδίας ὑπηρεσίας διὰ τὴν ἄμεσον ἐφαρμογὴν τῶν μέτρων. Ἐπίσης ἀνεκοινώθη ὅτι αἱ σχετικαὶ διατάξεις θὰ δημοσιευθοῦν προσεχῶς εἰς τὴν Ἐφημερίδα τῆς Κυβερνήσεως. (409, 1033, 779, 1131)
table-row: Δολλ. ΗΠΑ 29,50 30,10 (786, 1269, 1042, 1277)
story-nuclear-experts (409, 1147, 779, 1330)
headline: Ο ΕΟΡΤΑΣΜΟΣ ΤΗΣ «ΝΑΥΤΙΚΗΣ ΕΒΔΟΜΑΔΟΣ» ΣΥΝΕΧΙΖΕΤΑΙ ΜΕ ΔΙΑΦΟΡΟΥΣ ΕΚΔΗΛΩΣΕΙΣ (801, 1012, 1027, 1035)
headline: ΤΟ ΧΡΗΜΑΤΙΣΤΗΡΙΟΝ ΤΩΝ ΕΜΠΟΡΕΥΜΑΤΩΝ (57, 2333, 220, 2361)
column-3 (409, 0, 779, 1947)
subhead: ΕΙΣ ΞΑΝΘΗΝ (953, 1037, 1007, 1048)
story-south-africa (785, 526, 1043, 785)
headline: ΚΡΕΟΠΩΛΑΙ ΖΗΤΟΥΝ ΛΗΨΙΝ ΕΝΔΕΔΕΙΓΜΕΝΩΝ ΜΕΤΡΩΝ ΠΡΟΣ ΔΙΑΣΦΑΛΙΣΙΝ ΠΟΣΟΤΗΤΩΝ ΚΡΕΑΤΟΣ ΜΟΣΧΟΥ ΕΙΣ ΤΟΝ ΧΩΡΟΝ ΤΗΣ ΑΝΑΤ. ΜΑΚΕΔΟΝΙΑΣ ΚΑΙ ΘΡΑΚΗΣ (7, 2, 270, 80)
table-row: Λίρα Ἰρλανδ. 71,90 73,72 (786, 1284, 1042, 1293)
table-row: Ἑλβετίας 420,00 (280, 547, 403, 555)
headline: ΚΑΤΕΣΤΡΕΦΑΝ ΕΡΟΤΙΚΑ ΜΕΣΑ ΔΙΑΔΟΣΕΩΣ (288, 1305, 394, 1325)
bank-rates-table (785, 1262, 1043, 1340)
subhead: ΑΓΝΟΕΙ Η ΒΟΝΝΗ (681, 1617, 758, 1627)
story-koulis: Ο κ. ΚΟΥΛΗΣ ΘΑ ΕΠΙΣΚΕΦΘΗ ΤΗΝ ΚΑΒΑΛΑΝ ΑΘΗΝΑΙ, 4.— Εἰς τὴν αἴθουσαν τοῦ ὑπουργείου ἐπραγματοποιήθη χθὲς σύσκεψις ὑπὸ τὴν προεδρίαν τοῦ ἁρμοδίου ὑφυπουργοῦ, κατὰ τὴν ὁποίαν ἐξητάσθησαν τὰ τρέχοντα ζητήματα καὶ ἐλήφθησαν σχετικαὶ ἀποφάσεις διὰ τὴν ταχυτέραν ἐκτέλεσιν τῶν ἔργων. Ὡς ἐτονίσθη, ἡ Κυβέρνησις θὰ συνεχίσῃ τὴν προσπάθειαν πρὸς ἐξυπηρέτησιν τῶν πολιτῶν καὶ τὴν ἀνάπτυξιν τῆς ἐπαρχίας, ἐνῷ ἐδόθησαν ὁδηγίαι εἰς τὰς ἁρμοδίας ὑπηρεσίας διὰ τὴν ἄμεσον ἐφαρμογὴν τῶν μέτρων. Ἐπίσης ἀνεκοινώθη ὅτι αἱ σχετικαὶ διατάξεις θὰ δημοσιευθοῦν προσεχῶς εἰς τὴν Ἐφημερίδα τῆς Κυβερνήσεως. (278, 1661, 404, 1825)
story-zoning: ΤΡΟΠΟΠΟΙΗΣΙΣ ΤΟΥ ΡΥΜΟΤΟΜΙΚΟΥ ΣΧΕΔΙΟΥ ΘΕΣΣΑΛΟΝΙΚΗΣ ΑΘΗΝΑΙ, 4.— Εἰς τὴν αἴθουσαν τοῦ ὑπουργείου ἐπραγματοποιήθη χθὲς σύσκεψις ὑπὸ τὴν προεδρίαν τοῦ ἁρμοδίου ὑφυπουργοῦ, κατὰ τὴν ὁποίαν ἐξητάσθησαν τὰ τρέχοντα ζητήματα καὶ ἐλήφθησαν σχετικαὶ ἀποφάσεις διὰ τὴν ταχυτέραν ἐκτέλεσιν τῶν ἔργων. Ὡς ἐτονίσθη, ἡ Κυβέρνησις θὰ συνεχίσῃ τὴν προσπάθειαν πρὸς ἐξυπηρέτησιν τῶν πολιτῶν καὶ τὴν ἀνάπτυξιν τῆς ἐπαρχίας, ἐνῷ ἐδόθησαν ὁδηγίαι εἰς τὰς ἁρμοδίας ὑπηρεσίας διὰ τὴν ἄμεσον ἐφαρμογὴν τῶν μέτρων. Ἐπίσης ἀνεκοινώθη ὅτι αἱ σχετικαὶ διατάξεις θὰ δημοσιευθοῦν προσεχῶς εἰς τὴν Ἐφημερίδα τῆς Κυβερνήσεως. (278, 334, 404, 507)
page-badge (785, 4, 1043, 26)
story-french-nuclear (785, 800, 1043, 998)
story-body: ΚΑΒΑΛΑ, 4.— ΑΘΗΝΑΙ, 4.— Εἰς τὴν αἴθουσαν τοῦ ὑπουργείου ἐπραγματοποιήθη χθὲς σύσκεψις ὑπὸ τὴν προεδρίαν τοῦ ἁρμοδίου ὑφυπουργοῦ, κατὰ τὴν ὁποίαν ἐξητάσθησαν τὰ τρέχοντα ζητήματα καὶ ἐλήφθησαν σχετικαὶ ἀποφάσεις διὰ τὴν ταχυτέραν ἐκτέλεσιν τῶν ἔργων. Ὡς ἐτονίσθη, ἡ Κυβέρνησις θὰ συνεχίσῃ τὴν προσπάθειαν πρὸς ἐξυπηρέτησιν τῶν πολιτῶν καὶ τὴν ἀνάπτυξιν τῆς ἐπαρχίας, ἐνῷ ἐδόθησαν ὁδηγίαι εἰς τὰς ἁρμοδίας ὑπηρεσίας διὰ τὴν ἄμεσον ἐφαρμογὴν τῶν μέτρων. Ἐπίσης ἀνεκοινώθη ὅτι αἱ σχετικαὶ διατάξεις θὰ δημοσιευθοῦν προσεχῶς εἰς τὴν Ἐφημερίδα τῆς Κυβερνήσεως. ΑΘΗΝΑΙ, 4.— Εἰς τὴν αἴθουσαν τοῦ ὑπουργείου ἐπραγματοποιήθη χθὲς σύσκεψις ὑπὸ τὴν προεδρίαν τοῦ ἁρμοδίου ὑφυπουργοῦ, κατὰ τὴν ὁποίαν ἐξητάσθησαν τὰ τρέχοντα ζητήματα καὶ ἐλήφθησαν σχετικαὶ ἀποφάσεις διὰ τὴν ταχυτέραν ἐκτέλεσιν τῶν ἔργων. Ὡς ἐτονίσθη, ἡ Κυβέρνησις θὰ συνεχίσῃ τὴν προσπάθειαν πρὸς ἐξυπηρέτησιν τῶν πολιτῶν καὶ τὴν ἀνάπτυξιν τῆς ἐπαρχίας, ἐνῷ ἐδόθησαν ὁδηγίαι εἰς τὰς ἁρμοδίας ὑπηρεσίας διὰ τὴν ἄμεσον ἐφαρμογὴν τῶν μέτρων. Ἐπίσης ἀνεκοινώθη ὅτι αἱ σχετικαὶ διατάξεις θὰ δημοσιευθοῦν προσεχῶς εἰς τὴν Ἐφημερίδα τῆς Κυβερνήσεως. ΑΘΗΝΑΙ, 4.— Εἰς τὴν αἴθουσαν τοῦ ὑπουργείου ἐπραγματοποιήθη χθὲς σύσκεψις ὑπὸ τὴν προεδρίαν τοῦ ἁρμοδίου ὑφυπουργοῦ, κατὰ τὴν ὁποίαν ἐξητάσθησαν τὰ τρέχοντα ζητήματα καὶ ἐλήφθησαν σχετικαὶ ἀποφάσεις διὰ τὴν ταχυτέραν ἐκτέλεσιν τῶν ἔργων. Ὡς ἐτονίσθη, ἡ Κυβέρνησις θὰ συνεχίσῃ τὴν προσπάθειαν πρὸς ἐξυπηρέτησιν τῶν πολιτῶν καὶ τὴν ἀνάπτυξιν τῆς ἐπαρχίας, ἐνῷ ἐδόθησαν ὁδηγίαι εἰς τὰς ἁρμοδίας ὑπηρεσίας διὰ τὴν ἄμεσον ἐφαρμογὴν τῶν μέτρων. Ἐπίσης ἀνεκοινώθη ὅτι αἱ σχετικαὶ διατάξεις θὰ δημοσιευθοῦν προσεχῶς εἰς τὴν Ἐφημερίδα τῆς Κυβερνήσεως. ΑΘΗΝΑΙ, 4.— Εἰς τὴν αἴθουσαν τοῦ ὑπουργείου ἐπραγματοποιήθη χθὲς σύσκεψις ὑπὸ τὴν προεδρίαν τοῦ ἁρμοδίου ὑφυπουργοῦ, κατὰ τὴν ὁποίαν ἐξητάσθησαν τὰ τρέχοντα ζητήματα καὶ ἐλήφθησαν σχετικαὶ ἀποφάσεις διὰ τὴν ταχυτέραν ἐκτέλεσιν τῶν ἔργων. Ὡς ἐτονίσθη, ἡ Κυβέρνησις θὰ συνεχίσῃ τὴν προσπάθειαν πρὸς ἐξυπηρέτησιν τῶν πολιτῶν καὶ τὴν ἀνάπτυξιν τῆς ἐπαρχίας, ἐνῷ ἐδόθησαν ὁδηγίαι εἰς τὰς ἁρμοδίας ὑπηρεσίας διὰ τὴν ἄμεσον ἐφαρμογὴν τῶν μέτρων. Ἐπίσης ἀνεκοινώθη ὅτι αἱ σχετικαὶ διατάξεις θὰ δημοσιευθοῦν προσεχῶς εἰς τὴν Ἐφημερίδα τῆς Κυβερνήσεως. ΑΘΗΝΑΙ, 4.— Εἰς τὴν αἴθουσαν τοῦ ὑπουργείου ἐπραγματοποιήθη χθὲς σύσκεψις ὑπὸ τὴν προεδρίαν τοῦ ἁρμοδίου ὑφυπουργοῦ, κατὰ τὴν ὁποίαν ἐξητάσθησαν τὰ τρέχοντα ζητήματα καὶ ἐλήφθησαν σχετικαὶ ἀποφάσεις διὰ τὴν ταχυτέραν ἐκτέλεσιν τῶν ἔργων. Ὡς ἐτονίσθη, ἡ Κυβέρνησις θὰ συνεχίσῃ τὴν προσπάθειαν πρὸς ἐξυπηρέτησιν τῶν πολιτῶν καὶ τὴν ἀνάπτυξιν τῆς ἐπαρχίας, ἐνῷ ἐδόθησαν ὁδηγίαι εἰς τὰς ἁρμοδίας ὑπηρεσίας διὰ τὴν ἄμεσον ἐφαρμογὴν τῶν μέτρων. Ἐπίσης ἀνεκοινώθη ὅτι αἱ σχετικαὶ διατάξεις θὰ δημοσιευθοῦν προσεχῶς εἰς τὴν Ἐφημερίδα τῆς Κυβερνήσεως. ΑΘΗΝΑΙ, 4.— Εἰς τὴν αἴθουσαν τοῦ ὑπουργείου ἐπραγματοποιήθη χθὲς σύσκεψις ὑπὸ τὴν προεδρίαν τοῦ ἁρμοδίου ὑφυπουργοῦ, κατὰ τὴν ὁποίαν ἐξητάσθησαν τὰ τρέχοντα ζητήματα καὶ ἐλήφθησαν σχετικαὶ ἀποφάσεις διὰ τὴν ταχυτέραν ἐκτέλεσιν τῶν ἔργων. Ὡς ἐτονίσθη, ἡ Κυβέρνησις θὰ συνεχίσῃ τὴν προσπάθειαν πρὸς ἐξυπηρέτησιν τῶν πολιτῶν καὶ τὴν ἀνάπτυξιν τῆς ἐπαρχίας, ἐνῷ ἐδόθησαν ὁδηγίαι εἰς τὰς ἁρμοδίας ὑπηρεσίας διὰ τὴν ἄμεσον ἐφαρμογὴν τῶν μέτρων. Ἐπίσης ἀνεκοινώθη ὅτι αἱ σχετικαὶ διατάξεις θὰ δημοσιευθοῦν προσεχῶς εἰς τὴν Ἐφημερίδα τῆς Κυβερνήσεως. ΑΘΗΝΑΙ, 4.— Εἰς τὴν αἴθουσαν τοῦ ὑπουργείου ἐπραγματοποιήθη χθὲς σύσκεψις ὑπὸ τὴν προεδρίαν τοῦ ἁρμοδίου ὑφυπουργοῦ, κατὰ τὴν ὁποίαν ἐξητάσθησαν τὰ τρέχοντα ζητήματα καὶ ἐλήφθησαν σχετικαὶ ἀποφάσεις διὰ τὴν ταχυτέραν ἐκτέλεσιν τῶν ἔργων. Ὡς ἐτονίσθη, ἡ Κυβέρνησις θὰ συνεχίσῃ τὴν προσπάθειαν πρὸς ἐξυπηρέτησιν τῶν πολιτῶν καὶ τὴν ἀνάπτυξιν τῆς ἐπαρχίας, ἐνῷ ἐδόθησαν ὁδηγίαι εἰς τὰς ἁρμοδίας ὑπηρεσίας διὰ τὴν ἄμεσον ἐφαρμογὴν τῶν μέτρων. Ἐπίσης ἀνεκοινώθη ὅτι αἱ σχετικαὶ διατάξεις θὰ δημοσιευθοῦν προσεχῶς εἰς τὴν Ἐφημερίδα τῆς Κυβερνήσεως. ΑΘΗΝΑΙ, 4.— Εἰς τὴν αἴθουσαν τοῦ ὑπουργείου ἐπραγματοποιήθη χθὲς σύσκεψις ὑπὸ τὴν προεδρίαν τοῦ ἁρμοδίου ὑφυπουργοῦ, κατὰ τὴν ὁποίαν ἐξητάσθησαν τὰ τρέχοντα ζητήματα καὶ ἐλήφθησαν σχετικαὶ ἀποφάσεις διὰ τὴν ταχυτέραν ἐκτέλεσιν τῶν ἔργων. Ὡς ἐτονίσθη, ἡ Κυβέρνησις θὰ συνεχίσῃ τὴν προσπάθειαν πρὸς ἐξυπηρέτησιν τῶν πολιτῶν καὶ τὴν ἀνάπτυξιν τῆς ἐπαρχίας, ἐνῷ ἐδόθησαν ὁδηγίαι εἰς τὰς ἁρμοδίας ὑπηρεσίας διὰ τὴν ἄμεσον ἐφαρμογὴν τῶν μέτρων. Ἐπίσης ἀνεκοινώθη ὅτι αἱ σχετικαὶ διατάξεις θὰ δημοσιευθοῦν προσεχῶς εἰς τὴν Ἐφημερίδα τῆς Κυβερνήσεως. ΑΘΗΝΑΙ, 4.— Εἰς τὴν αἴθουσαν τοῦ ὑπουργείου ἐπραγματοποιήθη χθὲς σύσκεψις ὑπὸ τὴν προεδρίαν τοῦ ἁρμοδίου ὑφυπουργοῦ, κατὰ τὴν ὁποίαν ἐξητάσθησαν τὰ τρέχοντα ζητήματα καὶ ἐλήφθησαν σχετικαὶ ἀποφάσεις διὰ τὴν ταχυτέραν ἐκτέλεσιν τῶν ἔργων. Ὡς ἐτονίσθη, ἡ Κυβέρνησις θὰ συνεχίσῃ τὴν προσπάθειαν πρὸς ἐξυπηρέτησιν τῶν πολιτῶν καὶ τὴν ἀνάπτυξιν τῆς ἐπαρχίας, ἐνῷ ἐδόθησαν ὁδηγίαι εἰς τὰς ἁρμοδίας ὑπηρεσίας διὰ τὴν ἄμεσον ἐφαρμογὴν τῶν μέτρων. Ἐπίσης ἀνεκοινώθη ὅτι αἱ σχετικαὶ διατάξεις θὰ δημοσιευθοῦν προσεχῶς εἰς τὴν Ἐφημερίδα τῆς Κυβερνήσεως. ΑΘΗΝΑΙ, 4.— Εἰς τὴν αἴθουσαν τοῦ ὑπουργείου ἐπραγματοποιήθη χθὲς σύσκεψις ὑπὸ τὴν προεδρίαν τοῦ ἁρμοδίου ὑφυπουργοῦ, κατὰ τὴν ὁποίαν ἐξητάσθησαν τὰ τρέχοντα ζητήματα καὶ ἐλήφθησαν σχετικαὶ ἀποφάσεις διὰ τὴν ταχυτέραν ἐκτέλεσιν τῶν ἔργων. Ὡς ἐτονίσθη, ἡ Κυβέρνησις θὰ συνεχίσῃ τὴν προσπάθειαν πρὸς ἐξυπηρέτησιν τῶν πολιτῶν καὶ τὴν ἀνάπτυξιν τῆς ἐπαρχίας, ἐνῷ ἐδόθησαν ὁδηγίαι εἰς τὰς ἁρμοδίας ὑπηρεσίας διὰ τὴν ἄμεσον ἐφαρμογὴν τῶν μέτρων. Ἐπίσης ἀνεκοινώθη ὅτι αἱ σχετικαὶ διατάξεις θὰ δημοσιευθοῦν προσεχῶς εἰς τὴν Ἐφημερίδα τῆς Κυβερνήσεως. (4, 84, 273, 763)
story-murderer: ΠΡΟΦΥΛΑΚΙΣΘΗ Ο ΔΟΛΟΦΟΝΟΣ ΤΟΥ ΓΑΜΒΡΟΥ ΤΟΥ ΑΘΗΝΑΙ, 4.— Εἰς τὴν αἴθουσαν τοῦ ὑπουργείου ἐπραγματοποιήθη χθὲς σύσκεψις ὑπὸ τὴν προεδρίαν τοῦ ἁρμοδίου ὑφυπουργοῦ, κατὰ τὴν ὁποίαν ἐξητάσθησαν τὰ τρέχοντα ζητήματα καὶ ἐλήφθησαν σχετικαὶ ἀποφάσεις διὰ τὴν ταχυτέραν ἐκτέλεσιν τῶν ἔργων. Ὡς ἐτονίσθη, ἡ Κυβέρνησις θὰ συνεχίσῃ τὴν προσπάθειαν πρὸς ἐξυπηρέτησιν τῶν πολιτῶν καὶ τὴν ἀνάπτυξιν τῆς ἐπαρχίας, ἐνῷ ἐδόθησαν ὁδηγίαι εἰς τὰς ἁρμοδίας ὑπηρεσίας διὰ τὴν ἄμεσον ἐφαρμογὴν τῶν μέτρων. Ἐπίσης ἀνεκοινώθη ὅτι αἱ σχετικαὶ διατάξεις θὰ δημοσιευθοῦν προσεχῶς εἰς τὴν Ἐφημερίδα τῆς Κυβερνήσεως. (278, 1122, 404, 1296)
subhead: ΡΩΣΣΟΙ ΕΙΣ ΔΕΞΙΩΣΙΝ (934, 212, 1026, 222)
headline: ΜΕΧΡΙ 31ΗΣ ΔΕΚΕΜΒΡΙΟΥ ΙΣΧΥΕΙ ΤΟ ΠΡΟΝΟΜΙΟΝ ΤΗΣ ΑΦΟΡΟΛΟΓΗΤΟΥ ΕΚΠΤΩΣΕΩΣ ΚΕΡΔΩΝ ΒΙΟΜΗΧΑΝΙΚΩΝ ΕΠΕΝΔΥΣΕΩΝ ΤΟΥ ΝΟΜΟΥ 2687/53 (419, 805, 769, 846)
page-number: Σελίς 9 (959, 4, 1043, 26)
table-row: Δολλάριον 29,50 30,10 (280, 570, 403, 579)
story-exchange-rates (278, 517, 404, 594)
story-cucumbers: ΠΑΡΑΓΩΓΗ ΑΓΓΟΥΡΙΩΝ ΕΙΣ ΠΕΡΙΟΧΗΝ ΞΑΝΘΗΣ ΠΡΟΣ ΕΞΑΓΩΓΗΝ ΑΘΗΝΑΙ, 4.— Εἰς τὴν αἴθουσαν τοῦ ὑπουργείου ἐπραγματοποιήθη χθὲς σύσκεψις ὑπὸ τὴν προεδρίαν τοῦ ἁρμοδίου ὑφυπουργοῦ, κατὰ τὴν ὁποίαν ἐξητάσθησαν τὰ τρέχοντα ζητήματα καὶ ἐλήφθησαν σχετικαὶ ἀποφάσεις διὰ τὴν ταχυτέραν ἐκτέλεσιν τῶν ἔργων. Ὡς ἐτονίσθη, ἡ Κυβέρνησις θὰ συνεχίσῃ τὴν προσπάθειαν πρὸς ἐξυπηρέτησιν τῶν πολιτῶν καὶ τὴν ἀνάπτυξιν τῆς ἐπαρχίας, ἐνῷ ἐδόθησαν ὁδηγίαι εἰς τὰς ἁρμοδίας ὑπηρεσίας διὰ τὴν ἄμεσον ἐφαρμογὴν τῶν μέτρων. Ἐπίσης ἀνεκοινώθη ὅτι αἱ σχετικαὶ διατάξεις θὰ δημοσιευθοῦν προσεχῶς εἰς τὴν Ἐφημερίδα τῆς Κυβερνήσεως. (278, 1834, 404, 2008)
table-row: Μάρκα Γερμ. 9,318 9,553 (786, 1300, 1042, 1309)
table-row: Φράγκ. Βελγ. 0,6706 0,6875 (786, 1316, 1042, 1324)
byline: Κ. ΑΥΓΟΥΣΤΙΝΟΣ (171, 2036, 243, 2046)
headline: ΕΠΑΝΕΥΡΕ ΤΑ ΠΑΙΔΙΑ ΤΗΣ ΜΕΤΑ 46 ΕΤΗ (537, 1770, 651, 1790)
story-body: ΚΑΙΗΠ ΤΑΟΥΝ, 4.— ΑΘΗΝΑΙ, 4.— Εἰς τὴν αἴθουσαν τοῦ ὑπουργείου ἐπραγματοποιήθη χθὲς σύσκεψις ὑπὸ τὴν προεδρίαν τοῦ ἁρμοδίου ὑφυπουργοῦ, κατὰ τὴν ὁποίαν ἐξητάσθησαν τὰ τρέχοντα ζητήματα καὶ ἐλήφθησαν σχετικαὶ ἀποφάσεις διὰ τὴν ταχυτέραν ἐκτέλεσιν τῶν ἔργων. Ὡς ἐτονίσθη, ἡ Κυβέρνησις θὰ συνεχίσῃ τὴν προσπάθειαν πρὸς ἐξυπηρέτησιν τῶν πολιτῶν καὶ τὴν ἀνάπτυξιν τῆς ἐπαρχίας, ἐνῷ ἐδόθησαν ὁδηγίαι εἰς τὰς ἁρμοδίας ὑπηρεσίας διὰ τὴν ἄμεσον ἐφαρμογὴν τῶν μέτρων. Ἐπίσης ἀνεκοινώθη ὅτι αἱ σχετικαὶ διατάξεις θὰ δημοσιευθοῦν προσεχῶς εἰς τὴν Ἐφημερίδα τῆς Κυβερνήσεως. ΑΘΗΝΑΙ, 4.— Εἰς τὴν αἴθουσαν τοῦ ὑπουργείου ἐπραγματοποιήθη χθὲς σύσκεψις ὑπὸ τὴν προεδρίαν τοῦ ἁρμοδίου ὑφυπουργοῦ, κατὰ τὴν ὁποίαν ἐξητάσθησαν τὰ τρέχοντα ζητήματα καὶ ἐλήφθησαν σχετικαὶ ἀποφάσεις διὰ τὴν ταχυτέραν ἐκτέλεσιν τῶν ἔργων. Ὡς ἐτονίσθη, ἡ Κυβέρνησις θὰ συνεχίσῃ τὴν προσπάθειαν πρὸς ἐξυπηρέτησιν τῶν πολιτῶν καὶ τὴν ἀνάπτυξιν τῆς ἐπαρχίας, ἐνῷ ἐδόθησαν ὁδηγίαι εἰς τὰς ἁρμοδίας ὑπηρεσίας διὰ τὴν ἄμεσον ἐφαρμογὴν τῶν μέτρων. Ἐπίσης ἀνεκοινώθη ὅτι αἱ σχετικαὶ διατάξεις θὰ δημοσιευθοῦν προσεχῶς εἰς τὴν Ἐφημερίδα τῆς Κυβερνήσεως. ΑΘΗΝΑΙ, 4.— Εἰς τὴν αἴθουσαν τοῦ ὑπουργείου ἐπραγματοποιήθη χθὲς σύσκεψις ὑπὸ τὴν προεδρίαν τοῦ ἁρμοδίου ὑφυπουργοῦ, κατὰ τὴν ὁποίαν ἐξητάσθησαν τὰ τρέχοντα ζητήματα καὶ ἐλήφθησαν σχετικαὶ ἀποφάσεις διὰ τὴν ταχυτέραν ἐκτέλεσιν τῶν ἔργων. Ὡς ἐτονίσθη, ἡ Κυβέρνησις θὰ συνεχίσῃ τὴν προσπάθειαν πρὸς ἐξυπηρέτησιν τῶν πολιτῶν καὶ τὴν ἀνάπτυξιν τῆς ἐπαρχίας, ἐνῷ ἐδόθησαν ὁδηγίαι εἰς τὰς ἁρμοδίας ὑπηρεσίας διὰ τὴν ἄμεσον ἐφαρμογὴν τῶν μέτρων. Ἐπίσης ἀνεκοινώθη ὅτι αἱ σχετικαὶ διατάξεις θὰ δημοσιευθοῦν προσεχῶς εἰς τὴν Ἐφημερίδα τῆς Κυβερνήσεως. (785, 562, 1043, 784)
